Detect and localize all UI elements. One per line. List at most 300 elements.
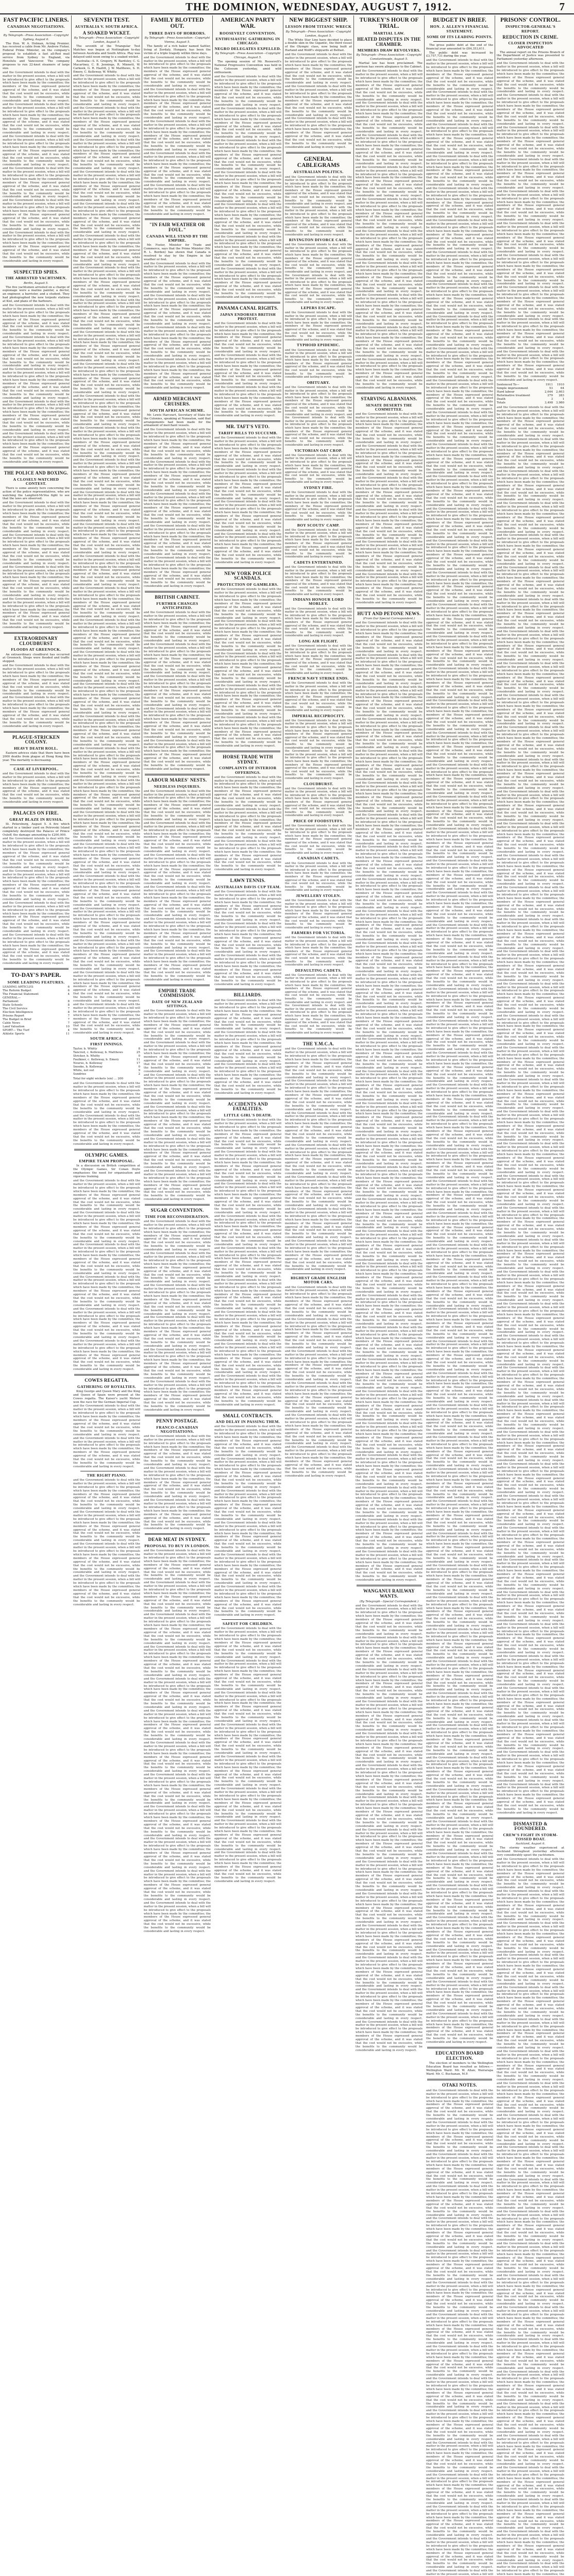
subheadline: INSPECTOR-GENERAL'S REPORT. [505, 24, 556, 33]
headline: OTAKI NOTES. [442, 2082, 477, 2088]
table-subtitle: FIRST INNINGS. [90, 1042, 123, 1047]
contents-row [3, 1029, 70, 1032]
subheadline: A CLOSELY-WATCHED CONTEST. [13, 477, 59, 486]
subheadline: REDUCTION IN CRIME. [502, 34, 559, 40]
stat-value: 3,498 [544, 401, 553, 404]
article-text: and the Government intends to deal with the matter in the present session, when a bill will be introduced to give effect to the proposals which have been made by the committee; the members of the House expressed general approval of the scheme, and it was stated that the cost would not be excessive, while the benefits to the community would be considerable and lasting in every respect. and the Government intends to deal with the matter in the present session, when a bill will be introduced to give effect to the proposals which have been made by the committee; the members of the House expressed general approval of the scheme, and it was stated that the cost would not be excessive, while the benefits to the community would be considerable and lasting in every respect. [285, 385, 352, 447]
headline: GENERAL CABLEGRAMS [297, 156, 340, 168]
contents-page: 8 [67, 1010, 70, 1014]
contents-page: 4 [67, 1028, 70, 1032]
batsman: Tancred, c. Kelleway, b. Matthews [73, 1051, 123, 1055]
subheadline: AUSTRALIAN POLITICS. [293, 170, 344, 175]
subheadline: ROOSEVELT CONVENTION. [220, 30, 276, 36]
subheadline: LONG AIR FLIGHT. [298, 638, 339, 643]
subheadline: PRICE OF FOODSTUFFS. [293, 819, 344, 823]
runs: 25 [136, 1051, 140, 1055]
headline: COWES REGATTA. [85, 1378, 129, 1383]
article-text: and the Government intends to deal with the matter in the present session, when a bill will be introduced to give effect to the proposals which have been made by the committee; the members of the House expressed general approval of the scheme, and it was stated that the cost would not be excessive, while the benefits to the community would be considerable and lasting in every respect. and the Government intends to deal with the matter in the present session, when a bill will be introduced to give effect to the proposals which have been made by the committee; the members of the House expressed general approval of the scheme, and it was stated that the cost would not be excessive, while the benefits to the community would be considerable and lasting in every respect. and the Government intends to deal with the matter in the present session, when a bill will be introduced to give effect to the proposals which have been made by the committee; the members of the House expressed general approval of the scheme, and it was stated that the cost would not be excessive, while the benefits to the community would be considerable and lasting in every respect. and the Government intends to deal with the matter in the present session, when a bill will be introduced to give effect to the proposals which have been made by the committee; the members of the House expressed general approval of the scheme, and it was stated that the cost would not be excessive, while the benefits to the community would be considerable and lasting in every respect. and the Government intends to deal with the matter in the present session, when a bill will be introduced to give effect to the proposals which have been made by the committee; the members of the House expressed general approval of the scheme, and it was stated that the cost would not be excessive, while the benefits to the community would be considerable and lasting in every respect. and the Government intends to deal with the matter in the present session, when a bill will be introduced to give effect to the proposals which have been made by the committee; the members of the House expressed general approval of the scheme, and it was stated that the cost would not be excessive, while the benefits to the community would be considerable and lasting in every respect. and the Government intends to deal with the matter in the present session, when a bill will be introduced to give effect to the proposals which have been made by the committee; the members of the House expressed general approval of the scheme, and it was stated that the cost would not be excessive, while the benefits to the community would be considerable and lasting in every respect. and the Government intends to deal with the matter in the present session, when a bill will be introduced to give effect to the proposals which have been made by the committee; the members of the House expressed general approval of the scheme, and it was stated that the cost would not be excessive, while the benefits to the community would be considerable and lasting in every respect. and the Government intends to deal with the matter in the present session, when a bill will be introduced to give effect to the proposals which have been made by the committee; the members of the House expressed general approval of the scheme, and it was stated that the cost would not be excessive, while the benefits to the community would be considerable and lasting in every respect. and the Government intends to deal with the matter in the present session, when a bill will be introduced to give effect to the proposals which have been made by the committee; the members of the House expressed general approval of the scheme, and it was stated that the cost would not be excessive, while the benefits to the community would be considerable and lasting in every respect. and the Government intends to deal with the matter in the present session, when a bill will be introduced to give effect to the proposals which have been made by the committee; the members of the House expressed general approval of the scheme, and it was stated that the cost would not be excessive, while the benefits to the community would be considerable and lasting in every respect. and the Government intends to deal with the matter in the present session, when a bill will be introduced to give effect to the proposals which have been made by the committee; the members of the House expressed general approval of the scheme, and it was stated that the cost would not be excessive, while the benefits to the community would be considerable and lasting in every respect. and the Government intends to deal with the matter in the present session, when a bill will be introduced to give effect to the proposals which have been made by the committee; the members of the House expressed general approval of the scheme, and it was stated that the cost would not be excessive, while the benefits to the community would be considerable and lasting in every respect. and the Government intends to deal with the matter in the present session, when a bill will be introduced to give effect to the proposals which have been made by the committee; the members of the House expressed general approval of the scheme, and it was stated that the cost would not be excessive, while the benefits to the community would be considerable and lasting in every respect. and the Government intends to deal with the matter in the present session, when a bill will be introduced to give effect to the proposals which have been made by the committee; the members of the House expressed general approval of the scheme, and it was stated that the cost would not be excessive, while the benefits to the community would be considerable and lasting in every respect. and the Government intends to deal with the matter in the present session, when a bill will be introduced to give effect to the proposals which have been made by the committee; the members of the House expressed general approval of the scheme, and it was stated that the cost would not be excessive, while the benefits to the community would be considerable and lasting in every respect. and the Government intends to deal with the matter in the present session, when a bill will be introduced to give effect to the proposals which have been made by the committee; the members of the House expressed general approval of the scheme, and it was stated that the cost would not be excessive, while the benefits to the community would be considerable and lasting in every respect. and the Government intends to deal with the matter in the present session, when a bill will be introduced to give effect to the proposals which have been made by the committee; the members of the House expressed general approval of the scheme, and it was stated that the cost would not be excessive, while the benefits to the community would be considerable and lasting in every respect. and the Government intends to deal with the matter in the present session, when a bill will be introduced to give effect to the proposals which have been made by the committee; the members of the House expressed general approval of the scheme, and it was stated that the cost would not be excessive, while the benefits to the community would be considerable and lasting in every respect. and the Government intends to deal with the matter in the present session, when a bill will be introduced to give effect to the proposals which have been made by the committee; the members of the House expressed general approval of the scheme, and it was stated that the cost would not be excessive, while the benefits to the community would be considerable and lasting in every respect. and the Government intends to deal with the matter in the present session, when a bill will be introduced to give effect to the proposals which have been made by the committee; the members of the House expressed general approval of the scheme, and it was stated that the cost would not be excessive, while the benefits to the community would be considerable and lasting in every respect. and the Government intends to deal with the matter in the present session, when a bill will be introduced to give effect to the proposals which have been made by the committee; the members of the House expressed general approval of the scheme, and it was stated that the cost would not be excessive, while the benefits to the community would be considerable and lasting in every respect. and the Government intends to deal with the matter in the present session, when a bill will be introduced to give effect to the proposals which have been made by the committee; the members of the House expressed general approval of the scheme, and it was stated that the cost would not be excessive, while the benefits to the community would be considerable and lasting in every respect. and the Government intends to deal with the matter in the present session, when a bill will be introduced to give effect to the proposals which have been made by the committee; the members of the House expressed general approval of the scheme, and it was stated that the cost would not be excessive, while the benefits to the community would be considerable and lasting in every respect. and the Government intends to deal with the matter in the present session, when a bill will be introduced to give effect to the proposals which have been made by the committee; the members of the House expressed general approval of the scheme, and it was stated that the cost would not be excessive, while the benefits to the community would be considerable and lasting in every respect. and the Government intends to deal with the matter in the present session, when a bill will be introduced to give effect to the proposals which have been made by the committee; the members of the House expressed general approval of the scheme, and it was stated that the cost would not be excessive, while the benefits to the community would be considerable and lasting in every respect. and the Government intends to deal with the matter in the present session, when a bill will be introduced to give effect to the proposals which have been made by the committee; the members of the House expressed general approval of the scheme, and it was stated that the cost would not be excessive, while the benefits to the community would be considerable and lasting in every respect. and the Government intends to deal with the matter in the present session, when a bill will be introduced to give effect to the proposals which have been made by the committee; the members of the House expressed general approval of the scheme, and it was stated that the cost would not be excessive, while the benefits to the community would be considerable and lasting in every respect. and the Government intends to deal with the matter in the present session, when a bill will be introduced to give effect to the proposals which have been made by the committee; the members of the House expressed general approval of the scheme, and it was stated that the cost would not be excessive, while the benefits to the community would be considerable and lasting in every respect. and the Government intends to deal with the matter in the present session, when a bill will be introduced to give effect to the proposals which have been made by the committee; the members of the House expressed general approval of the scheme, and it was stated that the cost would not be excessive, while the benefits to the community would be considerable and lasting in every respect. and the Government intends to deal with the matter in the present session, when a bill will be introduced to give effect to the proposals which have been made by the committee; the members of the House expressed general approval of the scheme, and it was stated that the cost would not be excessive, while the benefits to the community would be considerable and lasting in every respect. and the Government intends to deal with the matter in the present session, when a bill will be introduced to give effect to the proposals which have been made by the committee; the members of the House expressed general approval of the scheme, and it was stated that the cost would not be excessive, while the benefits to the community would be considerable and lasting in every respect. and the Government intends to deal with the matter in the present session, when a bill will be introduced to give effect to the proposals which have been made by the committee; the members of the House expressed general approval of the scheme, and it was stated that the cost would not be excessive, while the benefits to the community would be considerable and lasting in every respect. and the Government intends to deal with the matter in the present session, when a bill will be introduced to give effect to the proposals which have been made by the committee; the members of the House expressed general approval of the scheme, and it was stated that the cost would not be excessive, while the benefits to the community would be considerable and lasting in every respect. and the Government intends to deal with the matter in the present session, when a bill will be introduced to give effect to the proposals which have been made by the committee; the members of the House expressed general approval of the scheme, and it was stated that the cost would not be excessive, while the benefits to the community would be considerable and lasting in every respect. and the Government intends to deal with the matter in the present session, when a bill will be introduced to give effect to the proposals which have been made by the committee; the members of the House expressed general approval of the scheme, and it was stated that the cost would not be excessive, while the benefits to the community would be considerable and lasting in every respect. and the Government intends to deal with the matter in the present session, when a bill will be introduced to give effect to the proposals which have been made by the committee; the members of the House expressed general approval of the scheme, and it was stated that the cost would not be excessive, while the benefits to the community would be considerable and lasting in every respect. and the Government intends to deal with the matter in the present session, when a bill will be introduced to give effect to the proposals which have been made by the committee; the members of the House expressed general approval of the scheme, and it was stated that the cost would not be excessive, while the benefits to the community would be considerable and lasting in every respect. and the Government intends to deal with the matter in the present session, when a bill will be introduced to give effect to the proposals which have been made by the committee; the members of the House expressed general approval of the scheme, and it was stated that the cost would not be excessive, while the benefits to the community would be considerable and lasting in every respect. and the Government intends to deal with the matter in the present session, when a bill will be introduced to give effect to the proposals which have been made by the committee; the members of the House expressed general approval of the scheme, and it was stated that the cost would not be excessive, while the benefits to the community would be considerable and lasting in every respect. and the Government intends to deal with the matter in the present session, when a bill will be introduced to give effect to the proposals which have been made by the committee; the members of the House expressed general approval of the scheme, and it was stated that the cost would not be excessive, while the benefits to the community would be considerable and lasting in every respect. and the Government intends to deal with the matter in the present session, when a bill will be introduced to give effect to the proposals which have been made by the committee; the members of the House expressed general approval of the scheme, and it was stated that the cost would not be excessive, while the benefits to the community would be considerable and lasting in every respect. and the Government intends to deal with the matter in the present session, when a bill will be introduced to give effect to the proposals which have been made by the committee; the members of the House expressed general approval of the scheme, and it was stated that the cost would not be excessive, while the benefits to the community would be considerable and lasting in every respect. and the Government intends to deal with the matter in the present session, when a bill will be introduced to give effect to the proposals which have been made by the committee; the members of the House expressed general approval of the scheme, and it was stated that the cost would not be excessive, while the benefits to the community would be considerable and lasting in every respect. and the Government intends to deal with the matter in the present session, when a bill will be introduced to give effect to the proposals which have been made by the committee; the members of the House expressed general approval of the scheme, and it was stated that the cost would not be excessive, while the benefits to the community would be considerable and lasting in every respect. and the Government intends to deal with the matter in the present session, when a bill will be introduced to give effect to the proposals which have been made by the committee; the members of the House expressed general approval of the scheme, and it was stated that the cost would not be excessive, while the benefits to the community would be considerable and lasting in every respect. and the Government intends to deal with the matter in the present session, when a bill will be introduced to give effect to the proposals which have been made by the committee; the members of the House expressed general approval of the scheme, and it was stated that the cost would not be excessive, while the benefits to the community would be considerable and lasting in every respect. and the Government intends to deal with the matter in the present session, when a bill will be introduced to give effect to the proposals which have been made by the committee; the members of the House expressed general approval of the scheme, and it was stated that the cost would not be excessive, while the benefits to the community would be considerable and lasting in every respect. and the Government intends to deal with the matter in the present session, when a bill will be introduced to give effect to the proposals which have been made by the committee; the members of the House expressed general approval of the scheme, and it was stated that the cost would not be excessive, while the benefits to the community would be considerable and lasting in every respect. and the Government intends to deal with the matter in the present session, when a bill will be introduced to give effect to the proposals which have been made by the committee; the members of the House expressed general approval of the scheme, and it was stated that the cost would not be excessive, while the benefits to the community would be considerable and lasting in every respect. and the Government intends to deal with the matter in the present session, when a bill will be introduced to give effect to the proposals which have been made by the committee; the members of the House expressed general approval of the scheme, and it was stated that the cost would not be excessive, while the benefits to the community would be considerable and lasting in every respect. and the Government intends to deal with the matter in the present session, when a bill will be introduced to give effect to the proposals which have been made by the committee; the members of the House expressed general approval of the scheme, and it was stated that the cost would not be excessive, while the benefits to the community would be considerable and lasting in every respect. and the Government intends to deal with the matter in the present session, when a bill will be introduced to give effect to the proposals which have been made by the committee; the members of the House expressed general approval of the scheme, and it was stated that the cost would not be excessive, while the benefits to the community would be considerable and lasting in every respect. and the Government intends to deal with the matter in the present session, when a bill will be introduced to give effect to the proposals which have been made by the committee; the members of the House expressed general approval of the scheme, and it was stated that the cost would not be excessive, while the benefits to the community would be considerable and lasting in every respect. and the Government intends to deal with the matter in the present session, when a bill will be introduced to give effect to the proposals which have been made by the committee; the members of the House expressed general approval of the scheme, and it was stated that the cost would not be excessive, while the benefits to the community would be considerable and lasting in every respect. and the Government intends to deal with the matter in the present session, when a bill will be introduced to give effect to the proposals which have been made by the committee; the members of the House expressed general approval of the scheme, and it was stated that the cost would not be excessive, while the benefits to the community would be considerable and lasting in every respect. and the Government intends to deal with the matter in the present session, when a bill will be introduced to give effect to the proposals which have been made by the committee; the members of the House expressed general approval of the scheme, and it was stated that the cost would not be excessive, while the benefits to the community would be considerable and lasting in every respect. and the Government intends to deal with the matter in the present session, when a bill will be introduced to give effect to the proposals which have been made by the committee; the members of the House expressed general approval of the scheme, and it was stated that the cost would not be excessive, while the benefits to the community would be considerable and lasting in every respect. and the Government intends to deal with the matter in the present session, when a bill will be introduced to give effect to the proposals which have been made by the committee; the members of the House expressed general approval of the scheme, and it was stated that the cost would not be excessive, while the benefits to the community would be considerable and lasting in every respect. and the Government intends to deal with the matter in the present session, when a bill will be introduced to give effect to the proposals which have been made by the committee; the members of the House expressed general approval of the scheme, and it was stated that the cost would not be excessive, while the benefits to the community would be considerable and lasting in every respect. and the Government intends to deal with the matter in the present session, when a bill will be introduced to give effect to the proposals which have been made by the committee; the members of the House expressed general approval of the scheme, and it was stated that the cost would not be excessive, while the benefits to the community would be considerable and lasting in every respect. and the Government intends to deal with the matter in the present session, when a bill will be introduced to give effect to the proposals which have been made by the committee; the members of the House expressed general approval of the scheme, and it was stated that the cost would not be excessive, while the benefits to the community would be considerable and lasting in every respect. [426, 59, 493, 2044]
runs: 17 [136, 1062, 140, 1065]
batsman: Sundries [73, 1073, 87, 1076]
subheadline: AUSTRALIAN DAVIS CUP TEAM. [215, 884, 281, 889]
article-text: and the Government intends to deal with the matter in the present session, when a bill will be introduced to give effect to the proposals which have been made by the committee; the members of the House expressed general approval of the scheme, and it was stated that the cost would not be excessive, while the benefits to the community would be considerable and lasting in every respect. and the Government intends to deal with the matter in the present session, when a bill will be introduced to give effect to the proposals which have been made by the committee; the members of the House expressed general approval of the scheme, and it was stated that the cost would not be excessive, while the benefits to the community would be considerable and lasting in every respect. and the Government intends to deal with the matter in the present session, when a bill will be introduced to give effect to the proposals which have been made by the committee; the members of the House expressed general approval of the scheme, and it was stated that the cost would not be excessive, while the benefits to the community would be considerable and lasting in every respect. and the Government intends to deal with the matter in the present session, when a bill will be introduced to give effect to the proposals which have been made by the committee; the members of the House expressed general approval of the scheme, and it was stated that the cost would not be excessive, while the benefits to the community would be considerable and lasting in every respect. and the Government intends to deal with the matter in the present session, when a bill will be introduced to give effect to the proposals which have been made by the committee; the members of the House expressed general approval of the scheme, and it was stated that the cost would not be excessive, while the benefits to the community would be considerable and lasting in every respect. and the Government intends to deal with the matter in the present session, when a bill will be introduced to give effect to the proposals which have been made by the committee; the members of the House expressed general approval of the scheme, and it was stated that the cost would not be excessive, while the benefits to the community would be considerable and lasting in every respect. [144, 789, 211, 981]
headline: DISMASTED & FOUNDERED. [513, 1821, 548, 1832]
credit-line: By Telegraph—Press Association—Copyright [74, 37, 140, 40]
table-title: SOUTH AFRICA. [90, 1036, 123, 1041]
subheadline: GREAT BLAZE IN RUSSIA. [9, 817, 63, 822]
column-8 [495, 15, 566, 2576]
subheadline: FRANCO-CANADIAN NEGOTIATIONS. [156, 1425, 198, 1434]
headline: NEW YORK POLICE SCANDALS. [224, 570, 272, 581]
article-text: and the Government intends to deal with the matter in the present session, when a bill will be introduced to give effect to the proposals which have been made by the committee; the members of the House expressed general approval of the scheme, and it was stated that the cost would not be excessive, while the benefits to the community would be considerable and lasting in every respect. and the Government intends to deal with the matter in the present session, when a bill will be introduced to give effect to the proposals which have been made by the committee; the members of the House expressed general approval of the scheme, and it was stated that the cost would not be excessive, while the benefits to the community would be considerable and lasting in every respect. and the Government intends to deal with the matter in the present session, when a bill will be introduced to give effect to the proposals which have been made by the committee; the members of the House expressed general approval of the scheme, and it was stated that the cost would not be excessive, while the benefits to the community would be considerable and lasting in every respect. and the Government intends to deal with the matter in the present session, when a bill will be introduced to give effect to the proposals which have been made by the committee; the members of the House expressed general approval of the scheme, and it was stated that the cost would not be excessive, while the benefits to the community would be considerable and lasting in every respect. [214, 436, 281, 564]
subheadline: CLOSER INSPECTION ADVOCATED [508, 41, 553, 50]
headline: THE POLICE AND BOXING. [4, 470, 69, 476]
subheadline: HEATED DISPUTES IN THE CHAMBER. [357, 36, 421, 47]
contents-label: Athletic Sports [3, 1032, 25, 1036]
contents-label: SPORT— The Turf [3, 1028, 29, 1032]
article-text: and the Government intends to deal with the matter in the present session, when a bill will be introduced to give effect to the proposals which have been made by the committee; the members of the House expressed general approval of the scheme, and it was stated that the cost would not be excessive, while the benefits to the community would be considerable and lasting in every respect. [285, 824, 352, 855]
subheadline: IMPERIAL RECIPROCITY. [292, 713, 345, 718]
batsman: Stricker, b. Whitty [73, 1055, 100, 1058]
article-text: and the Government intends to deal with the matter in the present session, when a bill will be introduced to give effect to the proposals which have been made by the committee; the members of the House expressed general approval of the scheme, and it was stated that the cost would not be excessive, while the benefits to the community would be considerable and lasting in every respect. [285, 899, 352, 929]
score-row [73, 1065, 140, 1069]
subheadline: LEPERS ESCAPE. [300, 305, 336, 310]
subheadline: EMPIRE TEAM PROPOSAL. [79, 1159, 134, 1164]
contents-row [3, 986, 70, 989]
headline: PANAMA CANAL RIGHTS. [217, 305, 279, 311]
runs: 0 [138, 1065, 140, 1069]
subheadline: COMPLAINTS OF INTERIOR OFFERINGS. [219, 766, 277, 775]
headline: PLAGUE-STRICKEN COLONY. [12, 734, 60, 745]
subheadline: SOME OF ITS LEADING POINTS. [427, 34, 493, 39]
subheadline: (By Telegraph—Special Correspondent.) [359, 1600, 419, 1603]
headline: ARMED MERCHANT CRUISERS. [153, 396, 201, 406]
stat-value: 283 [559, 394, 564, 397]
contents-label: Land Valuation [3, 1025, 25, 1028]
article-text: and the Government intends to deal with the matter in the present session, when a bill will be introduced to give effect to the proposals which have been made by the committee; the members of the House expressed general approval of the scheme, and it was stated that the cost would not be excessive, while the benefits to the community would be considerable and lasting in every respect. and the Government intends to deal with the matter in the present session, when a bill will be introduced to give effect to the proposals which have been made by the committee; the members of the House expressed general approval of the scheme, and it was stated that the cost would not be excessive, while the benefits to the community would be considerable and lasting in every respect. and the Government intends to deal with the matter in the present session, when a bill will be introduced to give effect to the proposals which have been made by the committee; the members of the House expressed general approval of the scheme, and it was stated that the cost would not be excessive, while the benefits to the community would be considerable and lasting in every respect. and the Government intends to deal with the matter in the present session, when a bill will be introduced to give effect to the proposals which have been made by the committee; the members of the House expressed general approval of the scheme, and it was stated that the cost would not be excessive, while the benefits to the community would be considerable and lasting in every respect. and the Government intends to deal with the matter in the present session, when a bill will be introduced to give effect to the proposals which have been made by the committee; the members of the House expressed general approval of the scheme, and it was stated that the cost would not be excessive, while the benefits to the community would be considerable and lasting in every respect. and the Government intends to deal with the matter in the present session, when a bill will be introduced to give effect to the proposals which have been made by the committee; the members of the House expressed general approval of the scheme, and it was stated that the cost would not be excessive, while the benefits to the community would be considerable and lasting in every respect. and the Government intends to deal with the matter in the present session, when a bill will be introduced to give effect to the proposals which have been made by the committee; the members of the House expressed general approval of the scheme, and it was stated that the cost would not be excessive, while the benefits to the community would be considerable and lasting in every respect. and the Government intends to deal with the matter in the present session, when a bill will be introduced to give effect to the proposals which have been made by the committee; the members of the House expressed general approval of the scheme, and it was stated that the cost would not be excessive, while the benefits to the community would be considerable and lasting in every respect. and the Government intends to deal with the matter in the present session, when a bill will be introduced to give effect to the proposals which have been made by the committee; the members of the House expressed general approval of the scheme, and it was stated that the cost would not be excessive, while the benefits to the community would be considerable and lasting in every respect. and the Government intends to deal with the matter in the present session, when a bill will be introduced to give effect to the proposals which have been made by the committee; the members of the House expressed general approval of the scheme, and it was stated that the cost would not be excessive, while the benefits to the community would be considerable and lasting in every respect. and the Government intends to deal with the matter in the present session, when a bill will be introduced to give effect to the proposals which have been made by the committee; the members of the House expressed general approval of the scheme, and it was stated that the cost would not be excessive, while the benefits to the community would be considerable and lasting in every respect. and the Government intends to deal with the matter in the present session, when a bill will be introduced to give effect to the proposals which have been made by the committee; the members of the House expressed general approval of the scheme, and it was stated that the cost would not be excessive, while the benefits to the community would be considerable and lasting in every respect. and the Government intends to deal with the matter in the present session, when a bill will be introduced to give effect to the proposals which have been made by the committee; the members of the House expressed general approval of the scheme, and it was stated that the cost would not be excessive, while the benefits to the community would be considerable and lasting in every respect. and the Government intends to deal with the matter in the present session, when a bill will be introduced to give effect to the proposals which have been made by the committee; the members of the House expressed general approval of the scheme, and it was stated that the cost would not be excessive, while the benefits to the community would be considerable and lasting in every respect. and the Government intends to deal with the matter in the present session, when a bill will be introduced to give effect to the proposals which have been made by the committee; the members of the House expressed general approval of the scheme, and it was stated that the cost would not be excessive, while the benefits to the community would be considerable and lasting in every respect. and the Government intends to deal with the matter in the present session, when a bill will [426, 2089, 493, 2576]
headline: STARVING ALBANIANS. [361, 396, 417, 401]
headline: SUSPECTED SPIES. [13, 269, 59, 275]
headline: BUDGET IN BRIEF. [433, 17, 486, 23]
batsman: Taylor, b. Whitty [73, 1047, 97, 1051]
subheadline: MARTIAL LAW. [373, 30, 405, 36]
masthead-title: THE DOMINION, WEDNESDAY, AUGUST 7, 1912. [185, 1, 452, 13]
article-text: and the Government intends to deal with the matter in the present session, when a bill will be introduced to give effect to the proposals which have been made by the committee; the members of the House expressed general approval of the scheme, and it was stated that the cost would not be excessive, while the benefits to the community would be considerable and lasting in every respect. and the Government intends to deal with the matter in the present session, when a bill will be introduced to give effect to the proposals which have been made by the committee; the members of the House expressed general approval of the scheme, and it was stated that the cost would not be excessive, while the benefits to the community would be considerable and lasting in every respect. [285, 243, 352, 304]
contents-label: Parliament [3, 999, 19, 1003]
article-text: and the Government intends to deal with the matter in the present session, when a bill will be introduced to give effect to the proposals which have been made by the committee; the members of the House expressed general approval of the scheme, and it was stated that the cost would not be excessive, while the benefits to the community would be considerable and lasting in every respect. [285, 348, 352, 379]
masthead [0, 0, 574, 14]
article-text: and the Government intends to deal with the matter in the present session, when a bill will be introduced to give effect to the proposals which have been made by the committee; the members of the House expressed general approval of the scheme, and it was stated that the cost would not be excessive, while the benefits to the community would be considerable and lasting in every respect. [285, 528, 352, 559]
headline: SEVENTH TEST. [83, 17, 130, 23]
article-text: and the Government intends to deal with the matter in the present session, when a bill will be introduced to give effect to the proposals which have been made by the committee; the members of the House expressed general approval of the scheme, and it was stated that the cost would not be excessive, while the benefits to the community would be considerable and lasting in every respect. and the Government intends to deal with the matter in the present session, when a bill will be introduced to give effect to the proposals which have been made by the committee; the members of the House expressed general approval of the scheme, and it was stated that the cost would not be excessive, while the benefits to the community would be considerable and lasting in every respect. [285, 719, 352, 780]
article-text: and the Government intends to deal with the matter in the present session, when a bill will be introduced to give effect to the proposals which have been made by the committee; the members of the House expressed general approval of the scheme, and it was stated that the cost would not be excessive, while the benefits to the community would be considerable and lasting in every respect. [285, 607, 352, 638]
score-row [73, 1055, 140, 1058]
article-text: and the Government intends to deal with the matter in the present session, when a bill will be introduced to give effect to the proposals which have been made by the committee; the members of the House expressed general approval of the scheme, and it was stated that the cost would not be excessive, while the benefits to the community would be considerable and lasting in every respect. and the Government intends to deal with the matter in the present session, when a bill will be introduced to give effect to the proposals which have been made by the committee; the members of the House expressed general approval of the scheme, and it was stated that the cost would not be excessive, while the benefits to the community would be considerable and lasting in every respect. and the Government intends to deal with the matter in the present session, when a bill will be introduced to give effect to the proposals which have been made by the committee; the members of the House expressed general approval of the scheme, and it was stated that the cost would not be excessive, while the benefits to the community would be considerable and lasting in every respect. and the Government intends to deal with the matter in the present session, when a bill will be introduced to give effect to the proposals which have been made by the committee; the members of the House expressed general approval of the scheme, and it was stated that the cost would not be excessive, while the benefits to the community would be considerable and lasting in every respect. and the Government intends to deal with the matter in the present session, when a bill will be introduced to give effect to the proposals which have been made by the committee; the members of the House expressed general approval of the scheme, and it was stated that the cost would not be excessive, while the benefits to the community would be considerable and lasting in every respect. and the Government intends to deal with the matter in the present session, when a bill will be introduced to give effect to the proposals which have been made by the committee; the members of the House expressed general approval of the scheme, and it was stated that the cost would not be excessive, while the benefits to the community would be considerable and lasting in every respect. [285, 1285, 352, 1478]
column-6 [354, 15, 425, 2052]
subheadline: NEEDLESS INQUIRIES. [154, 784, 201, 789]
contents-row [3, 1011, 70, 1014]
credit-line: By Telegraph—Press Association—Copyright [144, 36, 210, 40]
contents-row [3, 1022, 70, 1025]
contents-label: GENERAL— [3, 996, 21, 999]
headline: FAMILY BLOTTED OUT. [150, 17, 204, 30]
subheadline: FLOODS AT GREENOCK. [11, 647, 61, 652]
article-text: Australia—S. E. Gregory, W. Bardsley, C. G. Macartney, C. B. Jennings, R. Minnett, W. Carkeek, G. R. Hazlitt, J. W. Matthews, S. H. Emery, C. Kelleway, W. Whitty. [73, 59, 140, 74]
article-text: and the Government intends to deal with the matter in the present session, when a bill will be introduced to give effect to the proposals which have been made by the committee; the members of the House expressed general approval of the scheme, and it was stated that the cost would not be excessive, while the benefits to the community would be considerable and lasting in every respect. and the Government intends to deal with the matter in the present session, when a bill will be introduced to give effect to the proposals which have been made by the committee; the members of the House expressed general approval of the scheme, and it was stated that the cost would not be excessive, while the benefits to the community would be considerable and lasting in every respect. and the Government intends to deal with the matter in the present session, when a bill will be introduced to give effect to the proposals which have been made by the committee; the members of the House expressed general approval of the scheme, and it was stated that the cost would not be excessive, while the benefits to the community would be considerable and lasting in every respect. and the Government intends to deal with the matter in the present session, when a bill will be introduced to give effect to the proposals which have been made by the committee; the members of the House expressed general approval of the scheme, and it was stated that the cost would not be excessive, while the benefits to the community would be considerable and lasting in every respect. and the Government intends to deal with the matter in the present session, when a bill will be introduced to give effect to the proposals which have been made by the committee; the members of the House expressed general approval of the scheme, and it was stated that the cost would not be excessive, while the benefits to the community would be considerable and lasting in every respect. and the Government intends to deal with the matter in the present session, when a bill will be introduced to give effect to the proposals which have been made by the committee; the members of the House expressed general approval of the scheme, and it was stated that the cost would not be excessive, while the benefits to the community would be considerable and lasting in every respect. [3, 71, 70, 263]
article-text: and the Government intends to deal with the matter in the present session, when a bill will be introduced to give effect to the proposals which have been made by the committee; the members of the House expressed general approval of the scheme, and it was stated that the cost would not be excessive, while the benefits to the community would be considerable and lasting in every respect. [285, 566, 352, 596]
article-text: The seventh of the Triangular Test Matches was begun at Nottingham to-day between Australia and South Africa. Play was delayed until noon owing to a soaked wicket. [73, 45, 140, 59]
article-text: and the Government intends to deal with the matter in the present session, when a bill will be introduced to give effect to the proposals which have been made by the committee; the members of the House expressed general approval of the scheme, and it was stated that the cost would not be excessive, while the benefits to the community would be considerable and lasting in every respect. and the Government intends to deal with the matter in the present session, when a bill will be introduced to give effect to the proposals which have been made by the committee; the members of the House expressed general approval of the scheme, and it was stated that the cost would not be excessive, while the benefits to the community would be considerable and lasting in every respect. and the Government intends to deal with the matter in the present session, when a bill will be introduced to give effect to the proposals which have been made by the committee; the members of the House expressed general approval of the scheme, and it was stated that the cost would not be excessive, while the benefits to the community would be considerable and lasting in every respect. [285, 53, 352, 149]
subheadline: JEWELLERY STOLEN. [296, 893, 341, 898]
article-text: and the Government intends to deal with the matter in the present session, when a bill will be introduced to give effect to the proposals which have been made by the committee; the members of the House expressed general approval of the scheme, and it was stated that the cost would not be excessive, while the benefits to the community would be considerable and lasting in every respect. and the Government intends to deal with the matter in the present session, when a bill will be introduced to give effect to the proposals which have been made by the committee; the members of the House expressed general approval of the scheme, and it was stated that the cost would not be excessive, while the benefits to the community would be considerable and lasting in every respect. and the Government intends to deal with the matter in the present session, when a bill will be introduced to give effect to the proposals which have been made by the committee; the members of the House expressed general approval of the scheme, and it was stated that the cost would not be excessive, while the benefits to the community would be considerable and lasting in every respect. [144, 1434, 211, 1531]
article-text: and the Government intends to deal with the matter in the present session, when a bill will be introduced to give effect to the proposals which have been made by the committee; the members of the House expressed general approval of the scheme, and it was stated that the cost would not be excessive, while the benefits to the community would be considerable and lasting in every respect. and the Government intends to deal with the matter in the present session, when a bill will be introduced to give effect to the proposals which have been made by the committee; the members of the House expressed general approval of the scheme, and it was stated that the cost would not be excessive, while the benefits to the community would be considerable and lasting in every respect. and the Government intends to deal with the matter in the present session, when a bill will be introduced to give effect to the proposals which have been made by the committee; the members of the House expressed general approval of the scheme, and it was stated that the cost would not be excessive, while the benefits to the community would be considerable and lasting in every respect. and the Government intends to deal with the matter in the present session, when a bill will be introduced to give effect to the proposals which have been made by the committee; the members of the House expressed general approval of the scheme, and it was stated that the cost would not be excessive, while the benefits to the community would be considerable and lasting in every respect. and the Government intends to deal with the matter in the present session, when a bill will be introduced to give effect to the proposals which have been made by the committee; the members of the House expressed general approval of the scheme, and it was stated that the cost would not be excessive, while the benefits to the community would be considerable and lasting in every respect. and the Government intends to deal with the matter in the present session, when a bill will be introduced to give effect to the proposals which have been made by the committee; the members of the House expressed general approval of the scheme, and it was stated that the cost would not be excessive, while the benefits to the community would be considerable and lasting in every respect. and the Government intends to deal with the matter in the present session, when a bill will be introduced to give effect to the proposals which have been made by the committee; the members of the House expressed general approval of the scheme, and it was stated that the cost would not be excessive, while the benefits to the community would be considerable and lasting in every respect. and the Government intends to deal with the matter in the present session, when a bill will be introduced to give effect to the proposals which have been made by the committee; the members of the House expressed general approval of the scheme, and it was stated that the cost would not be excessive, while the benefits to the community would be considerable and lasting in every respect. and the Government intends to deal with the matter in the present session, when a bill will be introduced to give effect to the proposals which have been made by the committee; the members of the House expressed general approval of the scheme, and it was stated that the cost would not be excessive, while the benefits to the community would be considerable and lasting in every respect. and the Government intends to deal with the matter in the present session, when a bill will be introduced to give effect to the proposals which have been made by the committee; the members of the House expressed general approval of the scheme, and it was stated that the cost would not be excessive, while the benefits to the community would be considerable and lasting in every respect. and the Government intends to deal with the matter in the present session, when a bill will be introduced to give effect to the proposals which have been made by the committee; the members of the House expressed general approval of the scheme, and it was stated that the cost would not be excessive, while the benefits to the community would be considerable and lasting in every respect. and the Government intends to deal with the matter in the present session, when a bill will be introduced to give effect to the proposals which have been made by the committee; the members of the House expressed general approval of the scheme, and it was stated that the cost would not be excessive, while the benefits to the community would be considerable and lasting in every respect. [144, 1549, 211, 1934]
contents-row [3, 1018, 70, 1022]
contents-page: 7 [67, 1007, 70, 1010]
article-text: and the Government intends to deal with the matter in the present session, when a bill will be introduced to give effect to the proposals which have been made by the committee; the members of the House expressed general approval of the scheme, and it was stated that the cost would not be excessive, while the benefits to the community would be considerable and lasting in every respect. [3, 772, 70, 804]
stat-value: 3 [551, 397, 553, 401]
article-text: An extraordinary cloudburst has occurred at Greenock. Shops were flooded and traffic stopped. [3, 653, 70, 664]
article-text: and the Government intends to deal with the matter in the present session, when a bill will be introduced to give effect to the proposals which have been made by the committee; the members of the House expressed general approval of the scheme, and it was stated that the cost would not be excessive, while the benefits to the community would be considerable and lasting in every respect. and the Government intends to deal with the matter in the present session, when a bill will be introduced to give effect to the proposals which have been made by the committee; the members of the House expressed general approval of the scheme, and it was stated that the cost would not be excessive, while the benefits to the community would be considerable and lasting in every respect. and the Government intends to deal with the matter in the present session, when a bill will be introduced to give effect to the proposals which have been made by the committee; the members of the House expressed general approval of the scheme, and it was stated that the cost would not be excessive, while the benefits to the community would be considerable and lasting in every respect. and the Government intends to deal with the matter in the present session, when a bill will be introduced to give effect to the proposals which have been made by the committee; the members of the House expressed general approval of the scheme, and it was stated that the cost would not be excessive, while the benefits to the community would be considerable and lasting in every respect. and the Government intends to deal with the matter in the present session, when a bill will be introduced to give effect to the proposals which have been made by the committee; the members of the House expressed general approval of the scheme, and it was stated that the cost would not be excessive, while the benefits to the community would be considerable and lasting in every respect. [3, 304, 70, 464]
stat-label: Death [497, 397, 505, 401]
credit-line: By Telegraph—Press Association—Copyright [215, 52, 281, 56]
stat-row [497, 398, 564, 401]
runs: 8 [138, 1047, 140, 1051]
article-text: Martial law has been proclaimed. The garrison has sworn allegiance to the Cabinet. [356, 62, 423, 69]
headline: SUGAR CONVENTION. [150, 1208, 204, 1213]
article-text: and the Government intends to deal with the matter in the present session, when a bill will be introduced to give effect to the proposals which have been made by the committee; the members of the House expressed general approval of the scheme, and it was stated that the cost would not be excessive, while the benefits to the community would be considerable and lasting in every respect. [285, 861, 352, 892]
stat-label: Reformative treatment [497, 394, 530, 397]
article-text: and the Government intends to deal with the matter in the present session, when a bill will be introduced to give effect to the proposals which have been made by the committee; the members of the House expressed general approval of the scheme, and it was stated that the cost would not be excessive, while the benefits to the community would be considerable and lasting in every respect. and the Government intends to deal with the matter in the present session, when a bill will be introduced to give effect to the proposals which have been made by the committee; the members of the House expressed general approval of the scheme, and it was stated that the cost would not be excessive, while the benefits to the community would be considerable and lasting in every respect. and the Government intends to deal with the matter in the present session, when a bill will be introduced to give effect to the proposals which have been made by the committee; the members of the House expressed general approval of the scheme, and it was stated that the cost would not be excessive, while the benefits to the community would be considerable and lasting in every respect. and the Government intends to deal with the matter in the present session, when a bill will be introduced to give effect to the proposals which have been made by the committee; the members of the House expressed general approval of the scheme, and it was stated that the cost would not be excessive, while the benefits to the community would be considerable and lasting in every respect. and the Government intends to deal with the matter in the present session, when a bill will be introduced to give effect to the proposals which have been made by the committee; the members of the House expressed general approval of the scheme, and it was stated that the cost would not be excessive, while the benefits to the community would be considerable and lasting in every respect. and the Government intends to deal with the matter in the present session, when a bill will be introduced to give effect to the proposals which have been made by the committee; the members of the House expressed general approval of the scheme, and it was stated that the cost would not be excessive, while the benefits to the community would be considerable and lasting in every respect. [214, 1425, 281, 1617]
article-text: and the Government intends to deal with the matter in the present session, when a bill will be introduced to give effect to the proposals which have been made by the committee; the members of the House expressed general approval of the scheme, and it was stated that the cost would not be excessive, while the benefits to the community would be considerable and lasting in every respect. and the Government intends to deal with the matter in the present session, when a bill will be introduced to give effect to the proposals which have been made by the committee; the members of the House expressed general approval of the scheme, and it was stated that the cost would not be excessive, while the benefits to the community would be considerable and lasting in every respect. and the Government intends to deal with the matter in the present session, when a bill will be introduced to give effect to the proposals which have been made by the committee; the members of the House expressed general approval of the scheme, and it was stated that the cost would not be excessive, while the benefits to the community would be considerable and lasting in every respect. and the Government intends to deal with the matter in the present session, when a bill will be introduced to give effect to the proposals which have been made by the committee; the members of the House expressed general approval of the scheme, and it was stated that the cost would not be excessive, while the benefits to the community would be considerable and lasting in every respect. and the Government intends to deal with the matter in the present session, when a bill will be introduced to give effect to the proposals which have been made by the committee; the members of the House expressed general approval of the scheme, and it was stated that the cost would not be excessive, while the benefits to the community would be considerable and lasting in every respect. and the Government intends to deal with the matter in the present session, when a bill will be introduced to give effect to the proposals which have been made by the committee; the members of the House expressed general approval of the scheme, and it was stated that the cost would not be excessive, while the benefits to the community would be considerable and lasting in every respect. and the Government intends to deal with the matter in the present session, when a bill will be introduced to give effect to the proposals which have been made by the committee; the members of the House expressed general approval of the scheme, and it was stated that the cost would not be excessive, while the benefits to the community would be considerable and lasting in every respect. and the Government intends to deal with the matter in the present session, when a bill will be introduced to give effect to the proposals which have been made by the committee; the members of the House expressed general approval of the scheme, and it was stated that the cost would not be excessive, while the benefits to the community would be considerable and lasting in every respect. and the Government intends to deal with the matter in the present session, when a bill will be introduced to give effect to the proposals which have been made by the committee; the members of the House expressed general approval of the scheme, and it was stated that the cost would not be excessive, while the benefits to the community would be considerable and lasting in every respect. [214, 1118, 281, 1406]
contents-label: Election Intelligence [3, 1010, 33, 1014]
article-text: and the Government intends to deal with the matter in the present session, when a bill will be introduced to give effect to the proposals which have been made by the committee; the members of the House expressed general approval of the scheme, and it was stated that the cost would not be excessive, while the benefits to the community would be considerable and lasting in every respect. and the Government intends to deal with the matter in the present session, when a bill will be introduced to give effect to the proposals which have been made by the committee; the members of the House expressed general approval of the scheme, and it was stated that the cost would not be excessive, while the benefits to the community would be considerable and lasting in every respect. and the Government intends to deal with the matter in the present session, when a bill will be introduced to give effect to the proposals which have been made by the committee; the members of the House expressed general approval of the scheme, and it was stated that the cost would not be excessive, while the benefits to the community would be considerable and lasting in every respect. and the Government intends to deal with the matter in the present session, when a bill will be introduced to give effect to the proposals which have been made by the committee; the members of the House expressed general approval of the scheme, and it was stated that the cost would not be excessive, while the benefits to the community would be considerable and lasting in every respect. [3, 837, 70, 965]
article-text: and the Government intends to deal with the matter in the present session, when a bill will be introduced to give effect to the proposals which have been made by the committee; the members of the House expressed general approval of the scheme, and it was stated that the cost would not be excessive, while the benefits to the community would be considerable and lasting in every respect. [285, 682, 352, 713]
dateline: Sydney, August 6. [23, 38, 49, 41]
headline: EXTRAORDINARY CLOUDBURST [14, 635, 58, 646]
article-text: The election of members to the Wellington Education Board has resulted as follows:—Wellington Ward: Mr. W. Allan; Wairarapa Ward: Mr. C. Buchanan, M.P. [426, 2062, 493, 2076]
contents-row [3, 1007, 70, 1011]
stat-value: 1911 [545, 383, 553, 386]
stat-value: 1910 [556, 383, 564, 386]
article-text: and the Government intends to deal with the matter in the present session, when a bill will be introduced to give effect to the proposals which have been made by the committee; the members of the House expressed general approval of the scheme, and it was stated that the cost would not be excessive, while the benefits to the community would be considerable and lasting in every respect. [285, 453, 352, 484]
article-text: and the Government intends to deal with the matter in the present session, when a bill will be introduced to give effect to the proposals which have been made by the committee; the members of the House expressed general approval of the scheme, and it was stated that the cost would not be excessive, while the benefits to the community would be considerable and lasting in every respect. and the Government intends to deal with the matter in the present session, when a bill will be introduced to give effect to the proposals which have been made by the committee; the members of the House expressed general approval of the scheme, and it was stated that the cost would not be excessive, while the benefits to the community would be considerable and lasting in every respect. [285, 175, 352, 236]
credit-line: By Telegraph—Press Association—Copyright [3, 33, 69, 37]
contents-row [3, 1032, 70, 1036]
article-text: and the Government intends to deal with the matter in the present session, when a bill will be introduced to give effect to the proposals which have been made by the committee; the members of the House expressed general approval of the scheme, and it was stated that the cost would not be excessive, while the benefits to the community would be considerable and lasting in every respect. [285, 311, 352, 342]
contents-page: 7 [67, 1014, 70, 1018]
article-text: and the Government intends to deal with the matter in the present session, when a bill will be introduced to give effect to the proposals which have been made by the committee; the members of the House expressed general approval of the scheme, and it was stated that the cost would not be excessive, while the benefits to the community would be considerable and lasting in every respect. and the Government intends to deal with the matter in the present session, when a bill will be introduced to give effect to the proposals which have been made by the committee; the members of the House expressed general approval of the scheme, and it was stated that the cost would not be excessive, while the benefits to the community would be considerable and lasting in every respect. [3, 664, 70, 728]
article-text: and the Government intends to deal with the matter in the present session, when a bill will be introduced to give effect to the proposals which have been made by the committee; the members of the House expressed general approval of the scheme, and it was stated that the cost would not be excessive, while the benefits to the community would be considerable and lasting in every respect. and the Government intends to deal with the matter in the present session, when a bill will be introduced to give effect to the proposals which have been made by the committee; the members of the House expressed general approval of the scheme, and it was stated that the cost would not be excessive, while the benefits to the community would be considerable and lasting in every respect. and the Government intends to deal with the matter in the present session, when a bill will be introduced to give effect to the proposals which have been made by the committee; the members of the House expressed general approval of the scheme, and it was stated that the cost would not be excessive, while the benefits to the community would be considerable and lasting in every respect. and the Government intends to deal with the matter in the present session, when a bill will be introduced to give effect to the proposals which have been made by the committee; the members of the House expressed general approval of the scheme, and it was stated that the cost would not be excessive, while the benefits to the community would be considerable and lasting in every respect. and the Government intends to deal with the matter in the present session, when a bill will be introduced to give effect to the proposals which have been made by the committee; the members of the House expressed general approval of the scheme, and it was stated that the cost would not be excessive, while the benefits to the community would be considerable and lasting in every respect. [144, 56, 211, 216]
contents-page: 8 [67, 1003, 70, 1007]
subheadline: SOUTH AFRICAN SCHEME. [149, 408, 205, 413]
subheadline: AND DELAY IN PASSING THEM. [215, 1419, 280, 1425]
article-text: and the Government intends to deal with the matter in the present session, when a bill will be introduced to give effect to the proposals which have been made by the committee; the members of the House expressed general approval of the scheme, and it was stated that the cost would not be excessive, while the benefits to the community would be considerable and lasting in every respect. and the Government intends to deal with the matter in the present session, when a bill will be introduced to give effect to the proposals which have been made by the committee; the members of the House expressed general approval of the scheme, and it was stated that the cost would not be excessive, while the benefits to the community would be considerable and lasting in every respect. and the Government intends to deal with the matter in the present session, when a bill will be introduced to give effect to the proposals which have been made by the committee; the members of the House expressed general approval of the scheme, and it was stated that the cost would not be excessive, while the benefits to the community would be considerable and lasting in every respect. and the Government intends to deal with the matter in the present session, when a bill will be introduced to give effect to the proposals which have been made by the committee; the members of the House expressed general approval of the scheme, and it was stated that the cost would not be excessive, while the benefits to the community would be considerable and lasting in every respect. and the Government intends to deal with the matter in the present session, when a bill will be introduced to give effect to the proposals which have been made by the committee; the members of the House expressed general approval of the scheme, and it was stated that the cost would not be excessive, while the benefits to the community would be considerable and lasting in every respect. and the Government intends to deal with the matter in the present session, when a bill will be introduced to give effect to the proposals which have been made by the committee; the members of the House expressed general approval of the scheme, and it was stated that the cost would not be excessive, while the benefits to the community would be considerable and lasting in every respect. [73, 1179, 140, 1371]
headline: BRITISH CABINET. [155, 595, 200, 600]
subheadline: PROTECTION OF GAMBLERS. [217, 582, 279, 587]
subheadline: GATHERING OF ROYALTIES. [77, 1384, 136, 1389]
article-text: and the Government intends to deal with the matter in the present session, when a bill will be introduced to give effect to the proposals which have been made by the committee; the members of the House expressed general approval of the scheme, and it was stated that the cost would not be excessive, while the benefits to the community would be considerable and lasting in every respect. and the Government intends to deal with the matter in the present session, when a bill will be introduced to give effect to the proposals which have been made by the committee; the members of the House expressed general approval of the scheme, and it was stated that the cost would not be excessive, while the benefits to the community would be considerable and lasting in every respect. and the Government intends to deal with the matter in the present session, when a bill will be introduced to give effect to the proposals which have been made by the committee; the members of the House expressed general approval of the scheme, and it was stated that the cost would not be excessive, while the benefits to the community would be considerable and lasting in every respect. [214, 321, 281, 418]
headline: EMPIRE TRADE COMMISSION. [158, 988, 196, 998]
article-text: and the Government intends to deal with the matter in the present session, when a bill will be introduced to give effect to the proposals which have been made by the committee; the members of the House expressed general approval of the scheme, and it was stated that the cost would not be excessive, while the benefits to the community would be considerable and lasting in every respect. and the Government intends to deal with the matter in the present session, when a bill will be introduced to give effect to the proposals which have been made by the committee; the members of the House expressed general approval of the scheme, and it was stated that the cost would not be excessive, while the benefits to the community would be considerable and lasting in every respect. and the Government intends to deal with the matter in the present session, when a bill will be introduced to give effect to the proposals which have been made by the committee; the members of the House expressed general approval of the scheme, and it was stated that the cost would not be excessive, while the benefits to the community would be considerable and lasting in every respect. and the Government intends to deal with the matter in the present session, when a bill will be introduced to give effect to the proposals which have been made by the committee; the members of the House expressed general approval of the scheme, and it was stated that the cost would not be excessive, while the benefits to the community would be considerable and lasting in every respect. and the Government intends to deal with the matter in the present session, when a bill will be introduced to give effect to the proposals which have been made by the committee; the members of the House expressed general approval of the scheme, and it was stated that the cost would not be excessive, while the benefits to the community would be considerable and lasting in every respect. and the Government intends to deal with the matter in the present session, when a bill will be introduced to give effect to the proposals which have been made by the committee; the members of the House expressed general approval of the scheme, and it was stated that the cost would not be excessive, while the benefits to the community would be considerable and lasting in every respect. [144, 1009, 211, 1201]
article-text: St. Petersburg, August 5. A fire which started in a timber yard on Petrovski Island completely destroyed the Palaces of Prince Ouloff, the damage amounting to £200,000. [3, 822, 70, 837]
article-text: Mr. Foster, Minister for Trade and Commerce, says that the Prime Minister (Mr. R. L. Borden) has shown that Canada is resolved to stay by the Empire in fair weather or foul. [144, 244, 211, 261]
article-text: The family of a rich baker named Sattler, living at Zerdaly, Hungary, has been the victim of a triple tragedy within three days. [144, 44, 211, 55]
article-text: and the Government intends to deal with the matter in the present session, when a bill will be introduced to give effect to the proposals which have been made by the committee; the members of the House expressed general approval of the scheme, and it was stated that the cost would not be excessive, while the benefits to the community would be considerable and lasting in every respect. and the Government intends to deal with the matter in the present session, when a bill will be introduced to give effect to the proposals which have been made by the committee; the members of the House expressed general approval of the scheme, and it was stated that the cost would not be excessive, while the benefits to the community would be considerable and lasting in every respect. and the Government intends to deal with the matter in the present session, when a bill will be introduced to give effect to the proposals which have been made by the committee; the members of the House expressed general approval of the scheme, and it was stated that the cost would not be excessive, while the benefits to the community would be considerable and lasting in every respect. and the Government intends to deal with the matter in the present session, when a bill will be introduced to give effect to the proposals which have been made by the committee; the members of the House expressed general approval of the scheme, and it was stated that the cost would not be excessive, while the benefits to the community would be considerable and lasting in every respect. and the Government intends to deal with the matter in the present session, when a bill will be introduced to give effect to the proposals which have been made by the committee; the members of the House expressed general approval of the scheme, and it was stated that the cost would not be excessive, while the benefits to the community would be considerable and lasting in every respect. and the Government intends to deal with the matter in the present session, when a bill will be introduced to give effect to the proposals which have been made by the committee; the members of the House expressed general approval of the scheme, and it was stated that the cost would not be excessive, while the benefits to the community would be considerable and lasting in every respect. and the Government intends to deal with the matter in the present session, when a bill will be introduced to give effect to the proposals which have been made by the committee; the members of the House expressed general approval of the scheme, and it was stated that the cost would not be excessive, while the benefits to the community would be considerable and lasting in every respect. and the Government intends to deal with the matter in the present session, when a bill will be introduced to give effect to the proposals which have been made by the committee; the members of the House expressed general approval of the scheme, and it was stated that the cost would not be excessive, while the benefits to the community would be considerable and lasting in every respect. and the Government intends to deal with the matter in the present session, when a bill will be introduced to give effect to the proposals which have been made by the committee; the members of the House expressed general approval of the scheme, and it was stated that the cost would not be excessive, while the benefits to the community would be considerable and lasting in every respect. and the Government intends to deal with the matter in the present session, when a bill will be introduced to give effect to the proposals which have been made by the committee; the members of the House expressed general approval of the scheme, and it was stated that the cost would not be excessive, while the benefits to the community would be considerable and lasting in every respect. and the Government intends to deal with the matter in the present session, when a bill will be introduced to give effect to the proposals which have been made by the committee; the members of the House expressed general approval of the scheme, and it was stated that the cost would not be excessive, while the benefits to the community would be considerable and lasting in every respect. and the Government intends to deal with the matter in the present session, when a bill will be introduced to give effect to the proposals which have been made by the committee; the members of the House expressed general approval of the scheme, and it was stated that the cost would not be excessive, while the benefits to the community would be considerable and lasting in every respect. and the Government intends to deal with the matter in the present session, when a bill will be introduced to give effect to the proposals which have been made by the committee; the members of the House expressed general approval of the scheme, and it was stated that the cost would not be excessive, while the benefits to the community would be considerable and lasting in every respect. and the Government intends to deal with the matter in the present session, when a bill will be introduced to give effect to the proposals which have been made by the committee; the members of the House expressed general approval of the scheme, and it was stated that the cost would not be excessive, while the benefits to the community would be considerable and lasting in every respect. and the Government intends to deal with the matter in the present session, when a bill will be introduced to give effect to the proposals which have been made by the committee; the members of the House expressed general approval of the scheme, and it was stated that the cost would not be excessive, while the benefits to the community would be considerable and lasting in every respect. and the Government intends to deal with the matter in the present session, when a bill will be introduced to give effect to the proposals which have been made by the committee; the members of the House expressed general approval of the scheme, and it was stated that the cost would not be excessive, while the benefits to the community would be considerable and lasting in every respect. and the Government intends to deal with the matter in the present session, when a bill will be introduced to give effect to the proposals which have been made by the committee; the members of the House expressed general approval of the scheme, and it was stated that the cost would not be excessive, while the benefits to the community would be considerable and lasting in every respect. and the Government intends to deal with the matter in the present session, when a bill will be introduced to give effect to the proposals which have been made by the committee; the members of the House expressed general approval of the scheme, and it was stated that the cost would not be excessive, while the benefits to the community would be considerable and lasting in every respect. and the Government intends to deal with the matter in the present session, when a bill will be introduced to give effect to the proposals which have been made by the committee; the members of the House expressed general approval of the scheme, and it was stated that the cost would not be excessive, while the benefits to the community would be considerable and lasting in every respect. and the Government intends to deal with the matter in the present session, when a bill will be introduced to give effect to the proposals which have been made by the committee; the members of the House expressed general approval of the scheme, and it was stated that the cost would not be excessive, while the benefits to the community would be considerable and lasting in every respect. and the Government intends to deal with the matter in the present session, when a bill will be introduced to give effect to the proposals which have been made by the committee; the members of the House expressed general approval of the scheme, and it was stated that the cost would not be excessive, while the benefits to the community would be considerable and lasting in every respect. and the Government intends to deal with the matter in the present session, when a bill will be introduced to give effect to the proposals which have been made by the committee; the members of the House expressed general approval of the scheme, and it was stated that the cost would not be excessive, while the benefits to the community would be considerable and lasting in every respect. and the Government intends to deal with the matter in the present session, when a bill will be introduced to give effect to the proposals which have been made by the committee; the members of the House expressed general approval of the scheme, and it was stated that the cost would not be excessive, while the benefits to the community would be considerable and lasting in every respect. and the Government intends to deal with the matter in the present session, when a bill will be introduced to give effect to the proposals which have been made by the committee; the members of the House expressed general approval of the scheme, and it was stated that the cost would not be excessive, while the benefits to the community would be considerable and lasting in every respect. and the Government intends to deal with the matter in the present session, when a bill will be introduced to give effect to the proposals which have been made by the committee; the members of the House expressed general approval of the scheme, and it was stated that the cost would not be excessive, while the benefits to the community would be considerable and lasting in every respect. and the Government intends to deal with the matter in the present session, when a bill will be introduced to give effect to the proposals which have been made by the committee; the members of the House expressed general approval of the scheme, and it was stated that the cost would not be excessive, while the benefits to the community would be considerable and lasting in every respect. and the Government intends to deal with the matter in the present session, when a bill will be introduced to give effect to the proposals which have been made by the committee; the members of the House expressed general approval of the scheme, and it was stated that the cost would not be excessive, while the benefits to the community would be considerable and lasting in every respect. and the Government intends to deal with the matter in the present session, when a bill will be introduced to give effect to the proposals which have been made by the committee; the members of the House expressed general approval of the scheme, and it was stated that the cost would not be excessive, while the benefits to the community would be considerable and lasting in every respect. and the Government intends to deal with the matter in the present session, when a bill will be introduced to give effect to the proposals which have been made by the committee; the members of the House expressed general approval of the scheme, and it was stated that the cost would not be excessive, while the benefits to the community would be considerable and lasting in every respect. and the Government intends to deal with the matter in the present session, when a bill will be introduced to give effect to the proposals which have been made by the committee; the members of the House expressed general approval of the scheme, and it was stated that the cost would not be excessive, while the benefits to the community would be considerable and lasting in every respect. [73, 74, 140, 1035]
column-5 [283, 15, 354, 1478]
subheadline: MEMBERS DRAW REVOLVERS. [357, 48, 421, 53]
article-text: and the Government intends to deal with the matter in the present session, when a bill will be introduced to give effect to the proposals which have been made by the committee; the members of the House expressed general approval of the scheme, and it was stated that the cost would not be excessive, while the benefits to the community would be considerable and lasting in every respect. and the Government intends to deal with the matter in the present session, when a bill will be introduced to give effect to the proposals which have been made by the committee; the members of the House expressed general approval of the scheme, and it was stated that the cost would not be excessive, while the benefits to the community would be considerable and lasting in every respect. and the Government intends to deal with the matter in the present session, when a bill will be introduced to give effect to the proposals which have been made by the committee; the members of the House expressed general approval of the scheme, and it was stated that the cost would not be excessive, while the benefits to the community would be considerable and lasting in every respect. and the Government intends to deal with the matter in the present session, when a bill will be introduced to give effect to the proposals which have been made by the committee; the members of the House expressed general approval of the scheme, and it was stated that the cost would not be excessive, while the benefits to the community would be considerable and lasting in every respect. and the Government intends to deal with the matter in the present session, when a bill will be introduced to give effect to the proposals which have been made by the committee; the members of the House expressed general approval of the scheme, and it was stated that the cost would not be excessive, while the benefits to the community would be considerable and lasting in every respect. and the Government intends to deal with the matter in the present session, when a bill will be introduced to give effect to the proposals which have been made by the committee; the members of the House expressed general approval of the scheme, and it was stated that the cost would not be excessive, while the benefits to the community would be considerable and lasting in every respect. [144, 1219, 211, 1412]
subheadline: AUSTRALIA V. SOUTH AFRICA. [75, 24, 139, 29]
headline: TURKEY'S HOUR OF TRIAL. [359, 17, 419, 30]
subheadline: HEAVY DEATH ROLL. [14, 745, 58, 751]
article-text: and the Government intends to deal with the matter in the present session, when a bill will be introduced to give effect to the proposals which have been made by the committee; the members of the House expressed general approval of the scheme, and it was stated that the cost would not be excessive, while the benefits to the community would be considerable and lasting in every respect. [285, 645, 352, 675]
stat-row [497, 391, 564, 394]
subheadline: THE RIGHT PIANO. [87, 1472, 127, 1478]
article-text: and the Government intends to deal with the matter in the present session, when a bill will be introduced to give effect to the proposals which have been made by the committee; the members of the House expressed general approval of the scheme, and it was stated that the cost would not be excessive, while the benefits to the community would be considerable and lasting in every respect. and the Government intends to deal with the matter in the present session, when a bill will be introduced to give effect to the proposals which have been made by the committee; the members of the House expressed general approval of the scheme, and it was stated that the cost would not be excessive, while the benefits to the community would be considerable and lasting in every respect. and the Government intends to deal with the matter in the present session, when a bill will be introduced to give effect to the proposals which have been made by the committee; the members of the House expressed general approval of the scheme, and it was stated that the cost would not be excessive, while the benefits to the community would be considerable and lasting in every respect. and the Government intends to deal with the matter in the present session, when a bill will be introduced to give effect to the proposals which have been made by the committee; the members of the House expressed general approval of the scheme, and it was stated that the cost would not be excessive, while the benefits to the community would be considerable and lasting in every respect. and the Government intends to deal with the matter in the present session, when a bill will be introduced to give effect to the proposals which have been made by the committee; the members of the House expressed general approval of the scheme, and it was stated that the cost would not be excessive, while the benefits to the community would be considerable and lasting in every respect. and the Government intends to deal with the matter in the present session, when a bill will be introduced to give effect to the proposals which have been made by the committee; the members of the House expressed general approval of the scheme, and it was stated that the cost would not be excessive, while the benefits to the community would be considerable and lasting in every respect. and the Government intends to deal with the matter in the present session, when a bill will be introduced to give effect to the proposals which have been made by the committee; the members of the House expressed general approval of the scheme, and it was stated that the cost would not be excessive, while the benefits to the community would be considerable and lasting in every respect. [285, 1047, 352, 1272]
columns [1, 15, 573, 2576]
subheadline: CANADA WILL STAND BY THE EMPIRE. [146, 233, 208, 243]
contents-label: The Budget in Brief [3, 1018, 31, 1021]
subheadline: DATE OF NEW ZEALAND SITTINGS. [151, 999, 203, 1009]
contents-page: 7 [67, 1021, 70, 1025]
subheadline: SOME LEADING FEATURES. [7, 979, 65, 985]
article-text: and the Government intends to deal with the matter in the present session, when a bill will be introduced to give effect to the proposals which have been made by the committee; the members of the House expressed general approval of the scheme, and it was stated that the cost would not be excessive, while the benefits to the community would be considerable and lasting in every respect. and the Government intends to deal with the matter in the present session, when a bill will be introduced to give effect to the proposals which have been made by the committee; the members of the House expressed general approval of the scheme, and it was stated that the cost would not be excessive, while the benefits to the community would be considerable and lasting in every respect. and the Government intends to deal with the matter in the present session, when a bill will be introduced to give effect to the proposals which have been made by the committee; the members of the House expressed general approval of the scheme, and it was stated that the cost would not be excessive, while the benefits to the community would be considerable and lasting in every respect. and the Government intends to deal with the matter in the present session, when a bill will be introduced to give effect to the proposals which have been made by the committee; the members of the House expressed general approval of the scheme, and it was stated that the cost would not be excessive, while the benefits to the community would be considerable and lasting in every respect. and the Government intends to deal with the matter in the present session, when a bill will be introduced to give effect to the proposals which have been made by the committee; the members of the House expressed general approval of the scheme, and it was stated that the cost would not be excessive, while the benefits to the community would be considerable and lasting in every respect. and the Government intends to deal with the matter in the present session, when a bill will be introduced to give effect to the proposals which have been made by the committee; the members of the House expressed general approval of the scheme, and it was stated that the cost would not be excessive, while the benefits to the community would be considerable and lasting in every respect. [356, 412, 423, 604]
subheadline: LITTLE GIRL'S DEATH. [224, 1113, 272, 1118]
score-row [73, 1047, 140, 1051]
batsman: White, not out [73, 1069, 94, 1073]
headline: HORSE TRADE WITH SYDNEY. [223, 754, 273, 765]
article-text: and the Government intends to deal with the matter in the present session, when a bill will be introduced to give effect to the proposals which have been made by the committee; the members of the House expressed general approval of the scheme, and it was stated that the cost would not be excessive, while the benefits to the community would be considerable and lasting in every respect. and the Government intends to deal with the matter in the present session, when a bill will be introduced to give effect to the proposals which have been made by the committee; the members of the House expressed general approval of the scheme, and it was stated that the cost would not be excessive, while the benefits to the community would be considerable and lasting in every respect. and the Government intends to deal with the matter in the present session, when a bill will be introduced to give effect to the proposals which have been made by the committee; the members of the House expressed general approval of the scheme, and it was stated that the cost would not be excessive, while the benefits to the community would be considerable and lasting in every respect. and the Government intends to deal with the matter in the present session, when a bill will be introduced to give effect to the proposals which have been made by the committee; the members of the House expressed general approval of the scheme, and it was stated that the cost would not be excessive, while the benefits to the community would be considerable and lasting in every respect. and the Government intends to deal with the matter in the present session, when a bill will be introduced to give effect to the proposals which have been made by the committee; the members of the House expressed general approval of the scheme, and it was stated that the cost would not be excessive, while the benefits to the community would be considerable and lasting in every respect. [144, 611, 211, 771]
article-text: Eastern advices state that there have been 2000 deaths from plague at Hong Kong this year. The mortality is decreasing. [3, 752, 70, 762]
headline: THE Y.M.C.A. [302, 1041, 334, 1046]
subheadline: SAFEST FOR CHILDREN. [222, 1621, 274, 1626]
contents-label: The Reform Budget [3, 989, 31, 992]
subheadline: TYPHOID EPIDEMIC. [297, 343, 340, 348]
headline: TO-DAY'S PAPER. [11, 972, 61, 979]
subheadline: INDIANS HONOUR LORD MORLEY. [293, 597, 344, 606]
score-row [73, 1058, 140, 1062]
headline: MR. TAFT'S VETO. [226, 424, 270, 430]
article-text: and the Government intends to deal with the matter in the present session, when a bill will be introduced to give effect to the proposals which have been made by the committee; the members of the House expressed general approval of the scheme, and it was stated that the cost would not be excessive, while the benefits to the community would be considerable and lasting in every respect. and the Government intends to deal with the matter in the present session, when a bill will be introduced to give effect to the proposals which have been made by the committee; the members of the House expressed general approval of the scheme, and it was stated that the cost would not be excessive, while the benefits to the community would be considerable and lasting in every respect. and the Government intends to deal with the matter in the present session, when a bill will be introduced to give effect to the proposals which have been made by the committee; the members of the House expressed general approval of the scheme, and it was stated that the cost would not be excessive, while the benefits to the community would be considerable and lasting in every respect. and the Government intends to deal with the matter in the present session, when a bill will be introduced to give effect to the proposals which have been made by the committee; the members of the House expressed general approval of the scheme, and it was stated that the cost would not be excessive, while the benefits to the community would be considerable and lasting in every respect. and the Government intends to deal with the matter in the present session, when a bill will be introduced to give effect to the proposals which have been made by the committee; the members of the House expressed general approval of the scheme, and it was stated that the cost would not be excessive, while the benefits to the community would be considerable and lasting in every respect. and the Government intends to deal with the matter in the present session, when a bill will be introduced to give effect to the proposals which have been made by the committee; the members of the House expressed general approval of the scheme, and it was stated that the cost would not be excessive, while the benefits to the community would be considerable and lasting in every respect. and the Government intends to deal with the matter in the present session, when a bill will be introduced to give effect to the proposals which have been made by the committee; the members of the House expressed general approval of the scheme, and it was stated that the cost would not be excessive, while the benefits to the community would be considerable and lasting in every respect. [214, 75, 281, 299]
subheadline: A SOAKED WICKET. [82, 30, 131, 36]
stat-label: Totals [497, 401, 505, 404]
subheadline: DEFAULTING CADETS. [295, 968, 342, 973]
contents-label: The Financial Statement [3, 992, 39, 996]
subheadline: THREE DAYS OF HORRORS. [148, 30, 206, 36]
headline: EDUCATION BOARD ELECTION. [435, 2050, 484, 2061]
contents-label: LEADING ARTICLES [3, 985, 33, 989]
headline: ACCIDENTS AND FATALITIES. [227, 1101, 268, 1112]
subheadline: CADETS ENTERTAINED. [294, 560, 343, 565]
article-text: and the Government intends to deal with the matter in the present session, when a bill will be introduced to give effect to the proposals which have been made by the committee; the members of the House expressed general approval of the scheme, and it was stated that the cost would not be excessive, while the benefits to the community would be considerable and lasting in every respect. and the Government intends to deal with the matter in the present session, when a bill will be introduced to give effect to the proposals which have been made by the committee; the members of the House expressed general approval of the scheme, and it was stated that the cost would not be excessive, while the benefits to the community would be considerable and lasting in every respect. and the Government intends to deal with the matter in the present session, when a bill will be introduced to give effect to the proposals which have been made by the committee; the members of the House expressed general approval of the scheme, and it was stated that the cost would not be excessive, while the benefits to the community would be considerable and lasting in every respect. and the Government intends to deal with the matter in the present session, when a bill will be introduced to give effect to the proposals which have been made by the committee; the members of the House expressed general approval of the scheme, and it was stated that the cost would not be excessive, while the benefits to the community would be considerable and lasting in every respect. and the Government intends to deal with the matter in the present session, when a bill will be introduced to give effect to the proposals which have been made by the committee; the members of the House expressed general approval of the scheme, and it was stated that the cost would not be excessive, while the benefits to the community would be considerable and lasting in every respect. [144, 428, 211, 588]
subheadline: FARMERS FOR VICTORIA. [291, 930, 346, 936]
subheadline: BOY SCOUTS' CAMP. [297, 522, 340, 528]
article-text: and the Government intends to deal with the matter in the present session, when a bill will be introduced to give effect to the proposals which have been made by the committee; the members of the House expressed general approval of the scheme, and it was stated that the cost would not be excessive, while the benefits to the community would be considerable and lasting in every respect. and the Government intends to deal with the matter in the present session, when a bill will be introduced to give effect to the proposals which have been made by the committee; the members of the House expressed general approval of the scheme, and it was stated that the cost would not be excessive, while the benefits to the community would be considerable and lasting in every respect. and the Government intends to deal with the matter in the present session, when a bill will be introduced to give effect to the proposals which have been made by the committee; the members of the House expressed general approval of the scheme, and it was stated that the cost would not be excessive, while the benefits to the community would be considerable and lasting in every respect. and the Government intends to deal with the matter in the present session, when a bill will be introduced to give effect to the proposals which have been made by the committee; the members of the House expressed general approval of the scheme, and it was stated that the cost would not be excessive, while the benefits to the community would be considerable and lasting in every respect. and the Government intends to deal with the matter in the present session, when a bill will be introduced to give effect to the proposals which have been made by the committee; the members of the House expressed general approval of the scheme, and it was stated that the cost would not be excessive, while the benefits to the community would be considerable and lasting in every respect. and the Government intends to deal with the matter in the present session, when a bill will be introduced to give effect to the proposals which have been made by the committee; the members of the House expressed general approval of the scheme, and it was stated that the cost would not be excessive, while the benefits to the community would be considerable and lasting in every respect. and the Government intends to deal with the matter in the present session, when a bill will be introduced to give effect to the proposals which have been made by the committee; the members of the House expressed general approval of the scheme, and it was stated that the cost would not be excessive, while the benefits to the community would be considerable and lasting in every respect. and the Government intends to deal with the matter in the present session, when a bill will be introduced to give effect to the proposals which have been made by the committee; the members of the House expressed general approval of the scheme, and it was stated that the cost would not be excessive, while the benefits to the community would be considerable and lasting in every respect. and the Government intends to deal with the matter in the present session, when a bill will be introduced to give effect to the proposals which have been made by the committee; the members of the House expressed general approval of the scheme, and it was stated that the cost would not be excessive, while the benefits to the community would be considerable and lasting in every respect. and the Government intends to deal with the matter in the present session, when a bill will be introduced to give effect to the proposals which have been made by the committee; the members of the House expressed general approval of the scheme, and it was stated that the cost would not be excessive, while the benefits to the community would be considerable and lasting in every respect. and the Government intends to deal with the matter in the present session, when a bill will be introduced to give effect to the proposals which have been made by the committee; the members of the House expressed general approval of the scheme, and it was stated that the cost would not be excessive, while the benefits to the community would be considerable and lasting in every respect. and the Government intends to deal with the matter in the present session, when a bill will be introduced to give effect to the proposals which have been made by the committee; the members of the House expressed general approval of the scheme, and it was stated that the cost would not be excessive, while the benefits to the community would be considerable and lasting in every respect. and the Government intends to deal with the matter in the present session, when a bill will be introduced to give effect to the proposals which have been made by the committee; the members of the House expressed general approval of the scheme, and it was stated that the cost would not be excessive, while the benefits to the community would be considerable and lasting in every respect. and the Government intends to deal with the matter in the present session, when a bill will be introduced to give effect to the proposals which have been made by the committee; the members of the House expressed general approval of the scheme, and it was stated that the cost would not be excessive, while the benefits to the community would be considerable and lasting in every respect. [356, 1604, 423, 2052]
contents-page: 6 [67, 985, 70, 989]
article-text: and the Government intends to deal with the matter in the present session, when a bill will be introduced to give effect to the proposals which have been made by the committee; the members of the House expressed general approval of the scheme, and it was stated that the cost would not be excessive, while the benefits to the community would be considerable and lasting in every respect. and the Government intends to deal with the matter in the present session, when a bill will be introduced to give effect to the proposals which have been made by the committee; the members of the House expressed general approval of the scheme, and it was stated that the cost would not be excessive, while the benefits to the community would be considerable and lasting in every respect. and the Government intends to deal with the matter in the present session, when a bill will be introduced to give effect to the proposals which have been made by the committee; the members of the House expressed general approval of the scheme, and it was stated that the cost would not be excessive, while the benefits to the community would be considerable and lasting in every respect. [214, 890, 281, 986]
article-text: and the Government intends to deal with the matter in the present session, when a bill will be introduced to give effect to the proposals which have been made by the committee; the members of the House expressed general approval of the scheme, and it was stated that the cost would not be excessive, while the benefits to the community would be considerable and lasting in every respect. [285, 787, 352, 818]
subheadline: TIME FOR RECONSIDERATION. [145, 1214, 210, 1219]
article-text: and the Government intends to deal with the matter in the present session, when a bill will be introduced to give effect to the proposals which have been made by the committee; the members of the House expressed general approval of the scheme, and it was stated that the cost would not be excessive, while the benefits to the community would be considerable and lasting in every respect. [285, 936, 352, 967]
score-table [73, 1047, 140, 1076]
credit-line: By Telegraph—Press Association—Copyright [356, 54, 422, 57]
stat-value: 1 [562, 397, 564, 401]
subheadline: CANADIAN CADETS. [297, 856, 340, 861]
subheadline: SENATE DESERTS THE COMMITTEE. [365, 402, 413, 412]
stat-value: 2,644 [544, 390, 553, 394]
article-text: and the Government intends to deal with the matter in the present session, when a bill will be introduced to give effect to the proposals which have been made by the committee; the members of the House expressed general approval of the scheme, and it was stated that the cost would not be excessive, while the benefits to the community would be considerable and lasting in every respect. and the Government intends to deal with the matter in the present session, when a bill will be introduced to give effect to the proposals which have been made by the committee; the members of the House expressed general approval of the scheme, and it was stated that the cost would not be excessive, while the benefits to the community would be considerable and lasting in every respect. [285, 973, 352, 1035]
contents-page: 6 [67, 989, 70, 992]
subheadline: THE ARRESTED YACHTSMEN. [5, 276, 67, 281]
runs: 2 [138, 1073, 140, 1076]
contents-row [3, 989, 70, 993]
stat-row [497, 394, 564, 398]
stat-label: Sentenced To— [497, 383, 519, 386]
column-2 [72, 15, 142, 1606]
subheadline: CREW'S FIGHT IN STORM-TOSSED BOAT. [503, 1833, 558, 1842]
column-3 [142, 15, 213, 1934]
article-text: and the Government intends to deal with the matter in the present session, when a bill will be introduced to give effect to the proposals which have been made by the committee; the members of the House expressed general approval of the scheme, and it was stated that the cost would not be excessive, while the benefits to the community would be considerable and lasting in every respect. and the Government intends to deal with the matter in the present session, when a bill will be introduced to give effect to the proposals which have been made by the committee; the members of the House expressed general approval of the scheme, and it was stated that the cost would not be excessive, while the benefits to the community would be considerable and lasting in every respect. and the Government intends to deal with the matter in the present session, when a bill will be introduced to give effect to the proposals which have been made by the committee; the members of the House expressed general approval of the scheme, and it was stated that the cost would not be excessive, while the benefits to the community would be considerable and lasting in every respect. and the Government intends to deal with the matter in the present session, when a bill will be introduced to give effect to the proposals which have been made by the committee; the members of the House expressed general approval of the scheme, and it was stated that the cost would not be excessive, while the benefits to the community would be considerable and lasting in every respect. and the Government intends to deal with the matter in the present session, when a bill will be introduced to give effect to the proposals which have been made by the committee; the members of the House expressed general approval of the scheme, and it was stated that the cost would not be excessive, while the benefits to the community would be considerable and lasting in every respect. and the Government intends to deal with the matter in the present session, when a bill will be introduced to give effect to the proposals which have been made by the committee; the members of the House expressed general approval of the scheme, and it was stated that the cost would not be excessive, while the benefits to the community would be considerable and lasting in every respect. and the Government intends to deal with the matter in the present session, when a bill will be introduced to give effect to the proposals which have been made by the committee; the members of the House expressed general approval of the scheme, and it was stated that the cost would not be excessive, while the benefits to the community would be considerable and lasting in every respect. and the Government intends to deal with the matter in the present session, when a bill will be introduced to give effect to the proposals which have been made by the committee; the members of the House expressed general approval of the scheme, and it was stated that the cost would not be excessive, while the benefits to the community would be considerable and lasting in every respect. and the Government intends to deal with the matter in the present session, when a bill will be introduced to give effect to the proposals which have been made by the committee; the members of the House expressed general approval of the scheme, and it was stated that the cost would not be excessive, while the benefits to the community would be considerable and lasting in every respect. and the Government intends to deal with the matter in the present session, when a bill will be introduced to give effect to the proposals which have been made by the committee; the members of the House expressed general approval of the scheme, and it was stated that the cost would not be excessive, while the benefits to the community would be considerable and lasting in every respect. and the Government intends to deal with the matter in the present session, when a bill will be introduced to give effect to the proposals which have been made by the committee; the members of the House expressed general approval of the scheme, and it was stated that the cost would not be excessive, while the benefits to the community would be considerable and lasting in every respect. and the Government intends to deal with the matter in the present session, when a bill will be introduced to give effect to the proposals which have been made by the committee; the members of the House expressed general approval of the scheme, and it was stated that the cost would not be excessive, while the benefits to the community would be considerable and lasting in every respect. and the Government intends to deal with the matter in the present session, when a bill will be introduced to give effect to the proposals which have been made by the committee; the members of the House expressed general approval of the scheme, and it was stated that the cost would not be excessive, while the benefits to the community would be considerable and lasting in every respect. and the Government intends to deal with the matter in the present session, when a bill will be introduced to give effect to the proposals which have been made by the committee; the members of the House expressed general approval of the scheme, and it was stated that the cost would not be excessive, while the benefits to the community would be considerable and lasting in every respect. and the Government intends to deal with the matter in the present session, when a bill will be introduced to give effect to the proposals which have been made by the committee; the members of the House expressed general approval of the scheme, and it was stated that the cost would not be excessive, while the benefits to the community would be considerable and lasting in every respect. and the Government intends to deal with the matter in the present session, when a bill will be introduced to give effect to the proposals which have been made by the committee; the members of the House expressed general approval of the scheme, and it was stated that the cost would not be excessive, while the benefits to the community would be considerable and lasting in every respect. and the Government intends to deal with the matter in the present session, when a bill will be introduced to give effect to the proposals which have been made by the committee; the members of the House expressed general approval of the scheme, and it was stated that the cost would not be excessive, while the benefits to the community would be considerable and lasting in every respect. and the Government intends to deal with the matter in the present session, when a bill will be introduced to give effect to the proposals which have been made by the committee; the members of the House expressed general approval of the scheme, and it was stated that the cost would not be excessive, while the benefits to the community would be considerable and lasting in every respect. and the Government intends to deal with the matter in the present session, when a bill will be introduced to give effect to the proposals which have been made by the committee; the members of the House expressed general approval of the scheme, and it was stated that the cost would not be excessive, while the benefits to the community would be considerable and lasting in every respect. and the Government intends to deal with the matter in the present session, when a bill will be introduced to give effect to the proposals which have been made by the committee; the members of the House expressed general approval of the scheme, and it was stated that the cost would not be excessive, while the benefits to the community would be considerable and lasting in every respect. and the Government intends to deal with the matter in the present session, when a bill will be introduced to give effect to the proposals which have been made by the committee; the members of the House expressed general approval of the scheme, and it was stated that the cost would not be excessive, while the benefits to the community would be considerable and lasting in every respect. and the Government intends to deal with the matter in the present session, when a bill will be introduced to give effect to the proposals which have been made by the committee; the members of the House expressed general approval of the scheme, and it was stated that the cost would not be excessive, while the benefits to the community would be considerable and lasting in every respect. and the Government intends to deal with the matter in the present session, when a bill will be introduced to give effect to the proposals which have been made by the committee; the members of the House expressed general approval of the scheme, and it was stated that the cost would not be excessive, while the benefits to the community would be considerable and lasting in every respect. and the Government intends to deal with the matter in the present session, when a bill will be introduced to give effect to the proposals which have been made by the committee; the members of the House expressed general approval of the scheme, and it was stated that the cost would not be excessive, while the benefits to the community would be considerable and lasting in every respect. and the Government intends to deal with the matter in the present session, when a bill will be introduced to give effect to the proposals which have been made by the committee; the members of the House expressed general approval of the scheme, and it was stated that the cost would not be excessive, while the benefits to the community would be considerable and lasting in every respect. and the Government intends to deal with the matter in the present session, when a bill will be introduced to give effect to the proposals which have been made by the committee; the members of the House expressed general approval of the scheme, and it was stated that the cost would not be excessive, while the benefits to the community would be considerable and lasting in every respect. and the Government intends to deal with the matter in the present session, when a bill will be introduced to give effect to the proposals which have been made by the committee; the members of the House expressed general approval of the scheme, and it was stated that the cost would not be excessive, while the benefits to the community would be considerable and lasting in every respect. and the Government intends to deal with the matter in the present session, when a bill will be introduced to give effect to the proposals which have been made by the committee; the members of the House expressed general approval of the scheme, and it was stated that the cost would not be excessive, while the benefits to the community would be considerable and lasting in every respect. and the Government intends to deal with the matter in the present session, when a bill will be introduced to give effect to the proposals which have been made by the committee; the members of the House expressed general approval of the scheme, and it was stated that the cost would not be excessive, while the benefits to the community would be considerable and lasting in every respect. and the Government intends to deal with the matter in the present session, when a bill will be introduced to give effect to the proposals which have been made by the committee; the members of the House expressed general approval of the scheme, and it was stated that the cost would not be excessive, while the benefits to the community would be considerable and lasting in every respect. and the Government intends to deal with the matter in the present session, when a bill will be introduced to give effect to the proposals which have been made by the committee; the members of the House expressed general approval of the scheme, and it was stated that the cost would not be excessive, while the benefits to the community would be considerable and lasting in every respect. and the Government intends to deal with the matter in the present session, when a bill will be introduced to give effect to the proposals which have been made by the committee; the members of the House expressed general approval of the scheme, and it was stated that the cost would not be excessive, while the benefits to the community would be considerable and lasting in every respect. and the Government intends to deal with the matter in the present session, when a bill will be introduced to give effect to the proposals which have been made by the committee; the members of the House expressed general approval of the scheme, and it was stated that the cost would not be excessive, while the benefits to the community would be considerable and lasting in every respect. and the Government intends to deal with the matter in the present session, when a bill will be introduced to give effect to the proposals which have been made by the committee; the members of the House expressed general approval of the scheme, and it was stated that the cost would not be excessive, while the benefits to the community would be considerable and lasting in every respect. and the Government intends to deal with the matter in the present session, when a bill will be introduced to give effect to the proposals which have been made by the committee; the members of the House expressed general approval of the scheme, and it was stated that the cost would not be excessive, while the benefits to the community would be considerable and lasting in every respect. and the Government intends to deal with the matter in the present session, when a bill will be introduced to give effect to the proposals which have been made by the committee; the members of the House expressed general approval of the scheme, and it was stated that the cost would not be excessive, while the benefits to the community would be considerable and lasting in every respect. and the Government intends to deal with the matter in the present session, when a bill will be introduced to give effect to the proposals which have been made by the committee; the members of the House expressed general approval of the scheme, and it was stated that the cost would not be excessive, while the benefits to the community would be considerable and lasting in every respect. and the Government intends to deal with the matter in the present session, when a bill will be introduced to give effect to the proposals which have been made by the committee; the members of the House expressed general approval of the scheme, and it was stated that the cost would not be excessive, while the benefits to the community would be considerable and lasting in every respect. and the Government intends to deal with the matter in the present session, when a bill will be introduced to give effect to the proposals which have been made by the committee; the members of the House expressed general approval of the scheme, and it was stated that the cost would not be excessive, while the benefits to the community would be considerable and lasting in every respect. and the Government intends to deal with the matter in the present session, when a bill will be introduced to give effect to the proposals which have been made by the committee; the members of the House expressed general approval of the scheme, and it was stated that the cost would not be excessive, while the benefits to the community would be considerable and lasting in every respect. and the Government intends to deal with the matter in the present session, when a bill will be introduced to give effect to the proposals which have been made by the committee; the members of the House expressed general approval of the scheme, and it was stated that the cost would not be excessive, while the benefits to the community would be considerable and lasting in every respect. and the Government intends to deal with the matter in the present session, when a bill will be introduced to give effect to the proposals which have been made by the committee; the members of the House expressed general approval of the scheme, and it was stated that the cost would not be excessive, while the benefits to the community would be considerable and lasting in every respect. and the Government intends to deal with the matter in the present session, when a bill will be introduced to give effect to the proposals which have been made by the committee; the members of the House expressed general approval of the scheme, and it was stated that the cost would not be excessive, while the benefits to the community would be considerable and lasting in every respect. and the Government intends to deal with the matter in the present session, when a bill will be introduced to give effect to the proposals which have been made by the committee; the members of the House expressed general approval of the scheme, and it was stated that the cost would not be excessive, while the benefits to the community would be considerable and lasting in every respect. [497, 405, 564, 1815]
runs: 9 [138, 1069, 140, 1073]
headline: PENNY POSTAGE. [156, 1418, 198, 1423]
headline: BILLIARDS. [233, 992, 262, 998]
stat-label: Hard labour [497, 390, 515, 394]
headline: WANGANUI RAILWAY WANTS. [363, 1588, 415, 1599]
article-text: The gross public debt at the end of the financial year amounted to £84,353,611. [426, 43, 493, 50]
article-text: and the Government intends to deal with the matter in the present session, when a bill will be introduced to give effect to the proposals which have been made by the committee; the members of the House expressed general approval of the scheme, and it was stated that the cost would not be excessive, while the benefits to the community would be considerable and lasting in every respect. and the Government intends to deal with the matter in the present session, when a bill will be introduced to give effect to the proposals which have been made by the committee; the members of the House expressed general approval of the scheme, and it was stated that the cost would not be excessive, while the benefits to the community would be considerable and lasting in every respect. and the Government intends to deal with the matter in the present session, when a bill will be introduced to give effect to the proposals which have been made by the committee; the members of the House expressed general approval of the scheme, and it was stated that the cost would not be excessive, while the benefits to the community would be considerable and lasting in every respect. and the Government intends to deal with the matter in the present session, when a bill will be introduced to give effect to the proposals which have been made by the committee; the members of the House expressed general approval of the scheme, and it was stated that the cost would not be excessive, while the benefits to the community would be considerable and lasting in every respect. and the Government intends to deal with the matter in the present session, when a bill will be introduced to give effect to the proposals which have been made by the committee; the members of the House expressed general approval of the scheme, and it was stated that the cost would not be excessive, while the benefits to the community would be considerable and lasting in every respect. and the Government intends to deal with the matter in the present session, when a bill will be introduced to give effect to the proposals which have been made by the committee; the members of the House expressed general approval of the scheme, and it was stated that the cost would not be excessive, while the benefits to the community would be considerable and lasting in every respect. and the Government intends to deal with the matter in the present session, when a bill will be introduced to give effect to the proposals which have been made by the committee; the members of the House expressed general approval of the scheme, and it was stated that the cost would not be excessive, while the benefits to the community would be considerable and lasting in every respect. and the Government intends to deal with the matter in the present session, when a bill will be introduced to give effect to the proposals which have been made by the committee; the members of the House expressed general approval of the scheme, and it was stated that the cost would not be excessive, while the benefits to the community would be considerable and lasting in every respect. [214, 1627, 281, 1883]
article-text: and the Government intends to deal with the matter in the present session, when a bill will be introduced to give effect to the proposals which have been made by the committee; the members of the House expressed general approval of the scheme, and it was stated that the cost would not be excessive, while the benefits to the community would be considerable and lasting in every respect. [285, 491, 352, 521]
contents-row [3, 993, 70, 996]
subheadline: CASE AT LIVERPOOL. [13, 766, 59, 771]
subheadline: OBITUARY. [307, 380, 330, 385]
headline: HUTT AND PETONE NEWS. [357, 611, 421, 616]
headline: LABOUR MARES' NESTS. [147, 777, 207, 783]
headline: OLYMPIC GAMES. [85, 1152, 129, 1158]
article-text: The five yachtsmen arrested on a charge of espionage were a marine painter, a doctor, an engineer, a barrister, and a student. They had photographed the new torpedo stations at Kiel, and plans of the harbours. [3, 285, 70, 303]
stat-row [497, 387, 564, 391]
subheadline: CLOUDBURST. [303, 781, 333, 786]
contents-page: 11 [65, 1032, 70, 1036]
batsman: Faulkner, c. Kelleway, b. Emery [73, 1058, 119, 1062]
column-7 [425, 15, 495, 2576]
subheadline: VICTORIAN OAT CROP. [294, 448, 343, 453]
article-text: and the Government intends to deal with the matter in the present session, when a bill will be introduced to give effect to the proposals which have been made by the committee; the members of the House expressed general approval of the scheme, and it was stated that the cost would not be excessive, while the benefits to the community would be considerable and lasting in every respect. and the Government intends to deal with the matter in the present session, when a bill will be introduced to give effect to the proposals which have been made by the committee; the members of the House expressed general approval of the scheme, and it was stated that the cost would not be excessive, while the benefits to the community would be considerable and lasting in every respect. and the Government intends to deal with the matter in the present session, when a bill will be introduced to give effect to the proposals which have been made by the committee; the members of the House expressed general approval of the scheme, and it was stated that the cost would not be excessive, while the benefits to the community would be considerable and lasting in every respect. and the Government intends to deal with the matter in the present session, when a bill will be introduced to give effect to the proposals which have been made by the committee; the members of the House expressed general approval of the scheme, and it was stated that the cost would not be excessive, while the benefits to the community would be considerable and lasting in every respect. [73, 1478, 140, 1606]
article-text: The White Star Line have decided to place a double skin in the Gigantic, the third vessel of the Olympic class, now being built at Harland and Wolff's shipyards at Belfast. [285, 38, 352, 53]
runs: 0 [138, 1055, 140, 1058]
contents-label: Prisons Report [3, 1014, 25, 1018]
article-text: The stormy weather experienced at Auckland throughout yesterday afternoon very considerably upset the yachtsmen. [497, 1846, 564, 1857]
contents-label: The Civil Service [3, 1007, 28, 1010]
subheadline: RIVINGTON DIVORCE CASE. [289, 238, 348, 243]
article-text: and the Government intends to deal with the matter in the present session, when a bill will be introduced to give effect to the proposals which have been made by the committee; the members of the House expressed general approval of the scheme, and it was stated that the cost would not be excessive, while the benefits to the community would be considerable and lasting in every respect. and the Government intends to deal with the matter in the present session, when a bill will be introduced to give effect to the proposals which have been made by the committee; the members of the House expressed general approval of the scheme, and it was stated that the cost would not be excessive, while the benefits to the community would be considerable and lasting in every respect. and the Government intends to deal with the matter in the present session, when a bill will be introduced to give effect to the proposals which have been made by the committee; the members of the House expressed general approval of the scheme, and it was stated that the cost would not be excessive, while the benefits to the community would be considerable and lasting in every respect. [214, 999, 281, 1095]
contents-page: 4 [67, 992, 70, 996]
article-text: and the Government intends to deal with the matter in the present session, when a bill will be introduced to give effect to the proposals which have been made by the committee; the members of the House expressed general approval of the scheme, and it was stated that the cost would not be excessive, while the benefits to the community would be considerable and lasting in every respect. and the Government intends to deal with the matter in the present session, when a bill will be introduced to give effect to the proposals which have been made by the committee; the members of the House expressed general approval of the scheme, and it was stated that the cost would not be excessive, while the benefits to the community would be considerable and lasting in every respect. and the Government intends to deal with the matter in the present session, when a bill will be introduced to give effect to the proposals which have been made by the committee; the members of the House expressed general approval of the scheme, and it was stated that the cost would not be excessive, while the benefits to the community would be considerable and lasting in every respect. and the Government intends to deal with the matter in the present session, when a bill will be introduced to give effect to the proposals which have been made by the committee; the members of the House expressed general approval of the scheme, and it was stated that the cost would not be excessive, while the benefits to the community would be considerable and lasting in every respect. and the Government intends to deal with the matter in the present session, when a bill will be introduced to give effect to the proposals which have been made by the committee; the members of the House expressed general approval of the scheme, and it was stated that the cost would not be excessive, while the benefits to the community would be considerable and lasting in every respect. and the Government intends to deal with the matter in the present session, when a bill will be introduced to give effect to the proposals which have been made by the committee; the members of the House expressed general approval of the scheme, and it was stated that the cost would not be excessive, while the benefits to the community would be considerable and lasting in every respect. and the Government intends to deal with the matter in the present session, when a bill will be introduced to give effect to the proposals which have been made by the committee; the members of the House expressed general approval of the scheme, and it was stated that the cost would not be excessive, while the benefits to the community would be considerable and lasting in every respect. and the Government intends to deal with the matter in the present session, when a bill will be introduced to give effect to the proposals which have been made by the committee; the members of the House expressed general approval of the scheme, and it was stated that the cost would not be excessive, while the benefits to the community would be considerable and lasting in every respect. and the Government intends to deal with the matter in the present session, when a bill will be introduced to give effect to the proposals which have been made by the committee; the members of the House expressed general approval of the scheme, and it was stated that the cost would not be excessive, while the benefits to the community would be considerable and lasting in every respect. and the Government intends to deal with the matter in the present session, when a bill will be introduced to give effect to the proposals which have been made by the committee; the members of the House expressed general approval of the scheme, and it was stated that the cost would not be excessive, while the benefits to the community would be considerable and lasting in every respect. and the Government intends to deal with the matter in the present session, when a bill will be introduced to give effect to the proposals which have been made by the committee; the members of the House expressed general approval of the scheme, and it was stated that the cost would not be excessive, while the benefits to the community would be considerable and lasting in every respect. and the Government intends to deal with the matter in the present session, when a bill will be introduced to give effect to the proposals which have been made by the committee; the members of the House expressed general approval of the scheme, and it was stated that the cost would not be excessive, while the benefits to the community would be considerable and lasting in every respect. and the Government intends to deal with the matter in the present session, when a bill will be introduced to give effect to the proposals which have been made by the committee; the members of the House expressed general approval of the scheme, and it was stated that the cost would not be excessive, while the benefits to the community would be considerable and lasting in every respect. and the Government intends to deal with the matter in the present session, when a bill will be introduced to give effect to the proposals which have been made by the committee; the members of the House expressed general approval of the scheme, and it was stated that the cost would not be excessive, while the benefits to the community would be considerable and lasting in every respect. and the Government intends to deal with the matter in the present session, when a bill will be introduced to give effect to the proposals which have been made by the committee; the members of the House expressed general approval of the scheme, and it was stated that the cost would not be excessive, while the benefits to the community would be considerable and lasting in every respect. and the Government intends to deal with the matter in the present session, when a bill will be introduced to give effect to the proposals which have been made by the committee; the members of the House expressed general approval of the scheme, and it was stated that the cost would not be excessive, while the benefits to the community would be considerable and lasting in every respect. and the Government intends to deal with the matter in the present session, when a bill will be introduced to give effect to the proposals which have been made by the committee; the members of the House expressed general approval of the scheme, and it was stated that the cost would not be excessive, while the benefits to the community would be considerable and lasting in every respect. and the Government intends to deal with the matter in the present session, when a bill will be introduced to give effect to the proposals which have been made by the committee; the members of the House expressed general approval of the scheme, and it was stated that the cost would not be excessive, while the benefits to the community would be considerable and lasting in every respect. and the Government intends to deal with the matter in the present session, when a bill will be introduced to give effect to the proposals which have been made by the committee; the members of the House expressed general approval of the scheme, and it was stated that the cost would not be excessive, while the benefits to the community would be considerable and lasting in every respect. and the Government intends to deal with the matter in the present session, when a bill will be introduced to give effect to the proposals which have been made by the committee; the members of the House expressed general approval of the scheme, and it was stated that the cost would not be excessive, while the benefits to the community would be considerable and lasting in every respect. and the Government intends to deal with the matter in the present session, when a bill will be introduced to give effect to the proposals which have been made by the committee; the members of the House expressed general approval of the scheme, and it was stated that the cost would not be excessive, while the benefits to the community would be considerable and lasting in every respect. and the Government intends to deal with the matter in the present session, when a bill will be introduced to give effect to the proposals which have been made by the committee; the members of the House expressed general approval of the scheme, and it was stated that the cost would not be excessive, while the benefits to the community would be considerable and lasting in every respect. and the Government intends to deal with the matter in the present session, when a bill will be introduced to give effect to the proposals which have been made by the committee; the members of the House expressed general approval of the scheme, and it was stated that the cost would not be excessive, while the benefits to the community would be considerable and lasting in every respect. and the Government intends to deal with the matter in the present session, when a bill will be introduced to give effect to the proposals which have been made by the committee; the members of the House expressed general approval of the scheme, and it was stated that the cost would not be excessive, while the benefits to the community would be considerable and lasting in every respect. and the Government intends to deal with the matter in the present session, when a bill will be introduced to give effect to the proposals which have been made by the committee; the members of the House expressed general approval of the scheme, and it was stated that the cost would not be excessive, while the benefits to the community would be considerable and lasting in every respect. and the Government intends to deal with the matter in the present session, when a bill will be introduced to give effect to the proposals which have been made by the committee; the members of the House expressed general approval of the scheme, and it was stated that the cost would not be excessive, while the benefits to the community would be considerable and lasting in every respect. and the Government intends to deal with the matter in the present session, when a bill will be introduced to give effect to the proposals which have been made by the committee; the members of the House expressed general approval of the scheme, and it was stated that the cost would not be excessive, while the benefits to the community would be considerable and lasting in every respect. and the Government intends to deal with the matter in the present session, when a bill will be introduced to give effect to the proposals which have been made by the committee; the members of the House expressed general approval of the scheme, and it was stated that the cost would not be excessive, while the benefits to the community would be considerable and lasting in every respect. and the Government intends to deal with the matter in the present session, when a bill will be introduced to give effect to the proposals which have been made by the committee; the members of the House expressed general approval of the scheme, and it was stated that the cost would not be excessive, while the benefits to the community would be considerable and lasting in every respect. and the Government intends to deal with the matter in the present session, when a bill will be introduced to give effect to the proposals which have been made by the committee; the members of the House expressed general approval of the scheme, and it was stated that the cost would not be excessive, while the benefits to the community would be considerable and lasting in every respect. [356, 621, 423, 1582]
dateline: London, August 5. [305, 34, 332, 38]
article-text: There is some anxiety here concerning the action of the police representatives, who are watching the Langford-McVea fight to see that the laws are observed. [3, 486, 70, 501]
article-text: and the Government intends to deal with the matter in the present session, when a bill will be introduced to give effect to the proposals which have been made by the committee; the members of the House expressed general approval of the scheme, and it was stated that the cost would not be excessive, while the benefits to the community would be considerable and lasting in every respect. and the Government intends to deal with the matter in the present session, when a bill will be introduced to give effect to the proposals which have been made by the committee; the members of the House expressed general approval of the scheme, and it was stated that the cost would not be excessive, while the benefits to the community would be considerable and lasting in every respect. [73, 1404, 140, 1468]
article-text: The Hon. W. A. Holman, Acting Premier, has received a cable from Mr. Andrew Fisher, Federal Prime Minister, on the company's proposal to establish a fast all-Red mail service from Sydney to England, via Honolulu and Vancouver. The company proposes to run 22-knot steamers of large size. [3, 42, 70, 70]
subheadline: HON. J. ALLEN'S FINANCIAL STATEMENT. [430, 24, 489, 33]
dateline: Berlin, August 5. [24, 281, 48, 285]
headline: DEAR MEAT IN SYDNEY. [148, 1537, 207, 1543]
subheadline: NEGRO DELEGATES EXPELLED. [214, 46, 281, 52]
score-row [73, 1073, 140, 1076]
stat-row [497, 401, 564, 405]
contents-row [3, 1000, 70, 1004]
headline: PRISONS' CONTROL. [500, 17, 561, 23]
subheadline: FURTHER CHANGES ANTICIPATED. [156, 601, 198, 610]
dateline: Constantinople, August 5. [370, 58, 408, 61]
headline: AMERICAN PARTY WAR. [221, 17, 275, 30]
column-1 [1, 15, 72, 1036]
contents-list [3, 986, 70, 1036]
stat-value: 53 [549, 386, 553, 390]
headline: PALACES ON FIRE. [13, 810, 59, 816]
stat-label: Simple imprisonment [497, 386, 528, 390]
contents-row [3, 1014, 70, 1018]
headline: "IN FAIR WEATHER OR FOUL." [149, 222, 206, 233]
article-text: Mr. Lewis Harcourt, Secretary of State for the Colonies, speaking at Nuneaton, said that arrangements had been made for the armament of merchant vessels. [144, 413, 211, 428]
contents-row [3, 1004, 70, 1007]
article-text: The opening session of Mr. Roosevelt's National Progressive Convention was held in the Coliseum yesterday, amid wild enthusiasm. [214, 60, 281, 74]
stat-value: 3,980 [555, 401, 564, 404]
score-row [73, 1062, 140, 1065]
subheadline: ENTHUSIASTIC GATHERING IN CHICAGO. [215, 36, 280, 45]
headline: LAWN TENNIS. [230, 878, 266, 884]
headline: SMALL CONTRACTS. [223, 1413, 273, 1418]
contents-row [3, 996, 70, 1000]
article-text: and the Government intends to deal with the matter in the present session, when a bill will be introduced to give effect to the proposals which have been made by the committee; the members of the House expressed general approval of the scheme, and it was stated that the cost would not be excessive, while the benefits to the community would be considerable and lasting in every respect. and the Government intends to deal with the matter in the present session, when a bill will be introduced to give effect to the proposals which have been made by the committee; the members of the House expressed general approval of the scheme, and it was stated that the cost would not be excessive, while the benefits to the community would be considerable and lasting in every respect. and the Government intends to deal with the matter in the present session, when a bill will be introduced to give effect to the proposals which have been made by the committee; the members of the House expressed general approval of the scheme, and it was stated that the cost would not be excessive, while the benefits to the community would be considerable and lasting in every respect. and the Government intends to deal with the matter in the present session, when a bill will be introduced to give effect to the proposals which have been made by the committee; the members of the House expressed general approval of the scheme, and it was stated that the cost would not be excessive, while the benefits to the community would be considerable and lasting in every respect. [144, 262, 211, 390]
article-text: and the Government intends to deal with the matter in the present session, when a bill will be introduced to give effect to the proposals which have been made by the committee; the members of the House expressed general approval of the scheme, and it was stated that the cost would not be excessive, while the benefits to the community would be considerable and lasting in every respect. and the Government intends to deal with the matter in the present session, when a bill will be introduced to give effect to the proposals which have been made by the committee; the members of the House expressed general approval of the scheme, and it was stated that the cost would not be excessive, while the benefits to the community would be considerable and lasting in every respect. and the Government intends to deal with the matter in the present session, when a bill will be introduced to give effect to the proposals which have been made by the committee; the members of the House expressed general approval of the scheme, and it was stated that the cost would not be excessive, while the benefits to the community would be considerable and lasting in every respect. and the Government intends to deal with the matter in the present session, when a bill will be introduced to give effect to the proposals which have been made by the committee; the members of the House expressed general approval of the scheme, and it was stated that the cost would not be excessive, while the benefits to the community would be considerable and lasting in every respect. and the Government intends to deal with the matter in the present session, when a bill will be introduced to give effect to the proposals which have been made by the committee; the members of the House expressed general approval of the scheme, and it was stated that the cost would not be excessive, while the benefits to the community would be considerable and lasting in every respect. and the Government intends to deal with the matter in the present session, when a bill will be introduced to give effect to the proposals which have been made by the committee; the members of the House expressed general approval of the scheme, and it was stated that the cost would not be excessive, while the benefits to the community would be considerable and lasting in every respect. and the Government intends to deal with the matter in the present session, when a bill will be introduced to give effect to the proposals which have been made by the committee; the members of the House expressed general approval of the scheme, and it was stated that the cost would not be excessive, while the benefits to the community would be considerable and lasting in every respect. and the Government intends to deal with the matter in the present session, when a bill will be introduced to give effect to the proposals which have been made by the committee; the members of the House expressed general approval of the scheme, and it was stated that the cost would not be excessive, while the benefits to the community would be considerable and lasting in every respect. and the Government intends to deal with the matter in the present session, when a bill will be introduced to give effect to the proposals which have been made by the committee; the members of the House expressed general approval of the scheme, and it was stated that the cost would not be excessive, while the benefits to the community would be considerable and lasting in every respect. and the Government intends to deal with the matter in the present session, when a bill will be introduced to give effect to the proposals which have been made by the committee; the members of the House expressed general approval of the scheme, and it was stated that the cost would not be excessive, while the benefits to the community would be considerable and lasting in every respect. [497, 62, 564, 382]
article-text: The annual report on the Prisons Branch of the Department of Justice was presented to Parliament yesterday afternoon. [497, 50, 564, 61]
batsman: Nourse, b. Kelleway [73, 1062, 103, 1065]
article-text: and the Government intends to deal with the matter in the present session, when a bill will be introduced to give effect to the proposals which have been made by the committee; the members of the House expressed general approval of the scheme, and it was stated that the cost would not be excessive, while the benefits to the community would be considerable and lasting in every respect. and the Government intends to deal with the matter in the present session, when a bill will be introduced to give effect to the proposals which have been made by the committee; the members of the House expressed general approval of the scheme, and it was stated that the cost would not be excessive, while the benefits to the community would be considerable and lasting in every respect. and the Government intends to deal with the matter in the present session, when a bill will be introduced to give effect to the proposals which have been made by the committee; the members of the House expressed general approval of the scheme, and it was stated that the cost would not be excessive, while the benefits to the community would be considerable and lasting in every respect. and the Government intends to deal with the matter in the present session, when a bill will be introduced to give effect to the proposals which have been made by the committee; the members of the House expressed general approval of the scheme, and it was stated that the cost would not be excessive, while the benefits to the community would be considerable and lasting in every respect. [3, 501, 70, 630]
credit-line: By Telegraph—Press Association—Copyright [285, 30, 351, 33]
score-total: Total for eight wickets (six) ... 200 [73, 1077, 124, 1081]
score-row [73, 1051, 140, 1055]
article-text: The public debt was increased by £3,757,731 during the year. [426, 51, 493, 58]
subheadline: SYDNEY FIRE. [303, 485, 333, 490]
runs: 11 [136, 1058, 140, 1062]
batsman: Snooke, b. Kelleway [73, 1065, 103, 1069]
article-text: In a discussion on British competition at the Olympic Games, Sir Conan Doyle emphasises the need for organisation and vigorous training. [73, 1164, 140, 1179]
contents-page: 7 [67, 1018, 70, 1021]
article-text: and the Government intends to deal with the matter in the present session, when a bill will be introduced to give effect to the proposals which have been made by the committee; the members of the House expressed general approval of the scheme, and it was stated that the cost would not be excessive, while the benefits to the community would be considerable and lasting in every respect. and the Government intends to deal with the matter in the present session, when a bill will be introduced to give effect to the proposals which have been made by the committee; the members of the House expressed general approval of the scheme, and it was stated that the cost would not be excessive, while the benefits to the community would be considerable and lasting in every respect. and the Government intends to deal with the matter in the present session, when a bill will be introduced to give effect to the proposals which have been made by the committee; the members of the House expressed general approval of the scheme, and it was stated that the cost would not be excessive, while the benefits to the community would be considerable and lasting in every respect. and the Government intends to deal with the matter in the present session, when a bill will be introduced to give effect to the proposals which have been made by the committee; the members of the House expressed general approval of the scheme, and it was stated that the cost would not be excessive, while the benefits to the community would be considerable and lasting in every respect. and the Government intends to deal with the matter in the present session, when a bill will be introduced to give effect to the proposals which have been made by the committee; the members of the House expressed general approval of the scheme, and it was stated that the cost would not be excessive, while the benefits to the community would be considerable and lasting in every respect. [214, 588, 281, 748]
score-row [73, 1069, 140, 1073]
contents-page: 10 [65, 1025, 70, 1028]
contents-page: 8 [67, 999, 70, 1003]
subheadline: (From Our Special Correspondent.) [363, 617, 415, 621]
stat-value: 2,603 [555, 390, 564, 394]
subheadline: JAPAN ENDORSES BRITISH PROTEST. [220, 312, 276, 321]
headline: FAST PACIFIC LINERS. [3, 17, 69, 23]
statistics-table [497, 383, 564, 405]
subheadline: CANADIAN NEGOTIATIONS. [7, 24, 65, 29]
contents-label: Cable News [3, 1021, 20, 1025]
column-4 [213, 15, 283, 1883]
subheadline: LESSON FROM TITANIC WRECK [285, 24, 352, 29]
article-text: and the Government intends to deal with the matter in the present session, when a bill will be introduced to give effect to the proposals which have been made by the committee; the members of the House expressed general approval of the scheme, and it was stated that the cost would not be excessive, while the benefits to the community would be considerable and lasting in every respect. and the Government intends to deal with the matter in the present session, when a bill will be introduced to give effect to the proposals which have been made by the committee; the members of the House expressed general approval of the scheme, and it was stated that the cost would not be excessive, while the benefits to the community would be considerable and lasting in every respect. and the Government intends to deal with the matter in the present session, when a bill will be introduced to give effect to the proposals which have been made by the committee; the members of the House expressed general approval of the scheme, and it was stated that the cost would not be excessive, while the benefits to the community would be considerable and lasting in every respect. and the Government intends to deal with the matter in the present session, when a bill will be introduced to give effect to the proposals which have been made by the committee; the members of the House expressed general approval of the scheme, and it was stated that the cost would not be excessive, while the benefits to the community would be considerable and lasting in every respect. and the Government intends to deal with the matter in the present session, when a bill will be introduced to give effect to the proposals which have been made by the committee; the members of the House expressed general approval of the scheme, and it was stated that the cost would not be excessive, while the benefits to the community would be considerable and lasting in every respect. and the Government intends to deal with the matter in the present session, when a bill will be introduced to give effect to the proposals which have been made by the committee; the members of the House expressed general approval of the scheme, and it was stated that the cost would not be excessive, while the benefits to the community would be considerable and lasting in every respect. and the Government intends to deal with the matter in the present session, when a bill will be introduced to give effect to the proposals which have been made by the committee; the members of the House expressed general approval of the scheme, and it was stated that the cost would not be excessive, while the benefits to the community would be considerable and lasting in every respect. and the Government intends to deal with the matter in the present session, when a bill will be introduced to give effect to the proposals which have been made by the committee; the members of the House expressed general approval of the scheme, and it was stated that the cost would not be excessive, while the benefits to the community would be considerable and lasting in every respect. and the Government intends to deal with the matter in the present session, when a bill will be introduced to give effect to the proposals which have been made by the committee; the members of the House expressed general approval of the scheme, and it was stated that the cost would not be excessive, while the benefits to the community would be considerable and lasting in every respect. and the Government intends to deal with the matter in the present session, when a bill will be introduced to give effect to the proposals which have been made by the committee; the members of the House expressed general approval of the scheme, and it was stated that the cost would not be excessive, while the benefits to the community would be considerable and lasting in every respect. and the Government intends to deal with the matter in the present session, when a bill will be introduced to give effect to the proposals which have been made by the committee; the members of the House expressed general approval of the scheme, and it was stated that the cost would not be excessive, while the benefits to the community would be considerable and lasting in every respect. and the Government intends to deal with the matter in the present session, when a bill will be introduced to give effect to the proposals which have been made by the committee; the members of the House expressed general approval of the scheme, and it was stated that the cost would not be excessive, while the benefits to the community would be considerable and lasting in every respect. and the Government intends to deal with the matter in the present session, when a bill will be introduced to give effect to the proposals which have been made by the committee; the members of the House expressed general approval of the scheme, and it was stated that the cost would not be excessive, while the benefits to the community would be considerable and lasting in every respect. and the Government intends to deal with the matter in the present session, when a bill will be introduced to give effect to the proposals which have been made by the committee; the members of the House expressed general approval of the scheme, and it was stated that the cost would not be excessive, while the benefits to the community would be considerable and lasting in every respect. and the Government intends to deal with the matter in the present session, when a bill will be introduced to give effect to the proposals which have been made by the committee; the members of the House expressed general approval of the scheme, and it was stated that the cost would not be excessive, while the benefits to the community would be considerable and lasting in every respect. and the Government intends to deal with the matter in the present session, when a bill will be introduced to give effect to the proposals which have been made by the committee; the members of the House expressed general approval of the scheme, and it was stated that the cost would not be excessive, while the benefits to the community would be considerable and lasting in every respect. and the Government intends to deal with the matter in the present session, when a bill will be introduced to give effect to the proposals which have been made by the committee; the members of the House expressed general approval of the scheme, and it was stated that the cost would not be excessive, while the benefits to the community would be considerable and lasting in every respect. and the Government intends to deal with the matter in the present session, when a bill will be introduced to give effect to the proposals which have been made by the committee; the members of the House expressed general approval of the scheme, and it was stated that the cost would not be excessive, while the benefits to the community would be considerable and lasting in every respect. and the Government intends to deal with the matter in the present session, when a bill will be introduced to give effect to the proposals which have been made by the committee; the members of the House expressed general approval of the scheme, and it was stated that the cost would not be excessive, while the benefits to the community would be considerable and lasting in every respect. and the Government intends to deal with the matter in the present session, when a bill will be introduced to give effect to the proposals which have been made by the committee; the members of the House expressed general approval of the scheme, and it was stated that the cost would not be excessive, while the benefits to the community would be considerable and lasting in every respect. and the Government intends to deal with the matter in the present session, when a bill will be introduced to give effect to the proposals which have been made by the committee; the members of the House expressed general approval of the scheme, and it was stated that the cost would not be excessive, while the benefits to the community would be considerable and lasting in every respect. and the Government intends to deal with the matter in the present session, when a bill will be introduced to give effect to the proposals which have been made by the committee; the members of the House expressed general approval of the scheme, and it was stated that the cost would not be excessive, while the benefits to the community would be considerable and lasting in every respect. and the Government intends to deal with the matter in the present session, when a bill will be introduced to give effect to the proposals which have been made by the committee; the [497, 1858, 564, 2576]
article-text: and the Government intends to deal with the matter in the present session, when a bill will be introduced to give effect to the proposals which have been made by the committee; the members of the House expressed general approval of the scheme, and it was stated that the cost would not be excessive, while the benefits to the community would be considerable and lasting in every respect. and the Government intends to deal with the matter in the present session, when a bill will be introduced to give effect to the proposals which have been made by the committee; the members of the House expressed general approval of the scheme, and it was stated that the cost would not be excessive, while the benefits to the community would be considerable and lasting in every respect. and the Government intends to deal with the matter in the present session, when a bill will be introduced to give effect to the proposals which have been made by the committee; the members of the House expressed general approval of the scheme, and it was stated that the cost would not be excessive, while the benefits to the community would be considerable and lasting in every respect. [214, 775, 281, 872]
contents-label: State Schools [3, 1003, 23, 1007]
stat-value: 64 [560, 386, 564, 390]
article-text: and the Government intends to deal with the matter in the present session, when a bill will be introduced to give effect to the proposals which have been made by the committee; the members of the House expressed general approval of the scheme, and it was stated that the cost would not be excessive, while the benefits to the community would be considerable and lasting in every respect. and the Government intends to deal with the matter in the present session, when a bill will be introduced to give effect to the proposals which have been made by the committee; the members of the House expressed general approval of the scheme, and it was stated that the cost would not be excessive, while the benefits to the community would be considerable and lasting in every respect. [73, 1082, 140, 1146]
subheadline: PROPOSAL TO BUY IN LONDON. [144, 1543, 210, 1548]
dateline: Auckland, August 6. [515, 1842, 546, 1846]
dateline: Chicago, August 5. [234, 56, 262, 60]
stat-row [497, 383, 564, 387]
contents-row [3, 1025, 70, 1029]
article-text: King George and Queen Mary and the King and Queen of Spain were present at the Cowes regatta. The Kaiser's yacht Meteor won the race for the German Imperial Cup. [73, 1389, 140, 1404]
